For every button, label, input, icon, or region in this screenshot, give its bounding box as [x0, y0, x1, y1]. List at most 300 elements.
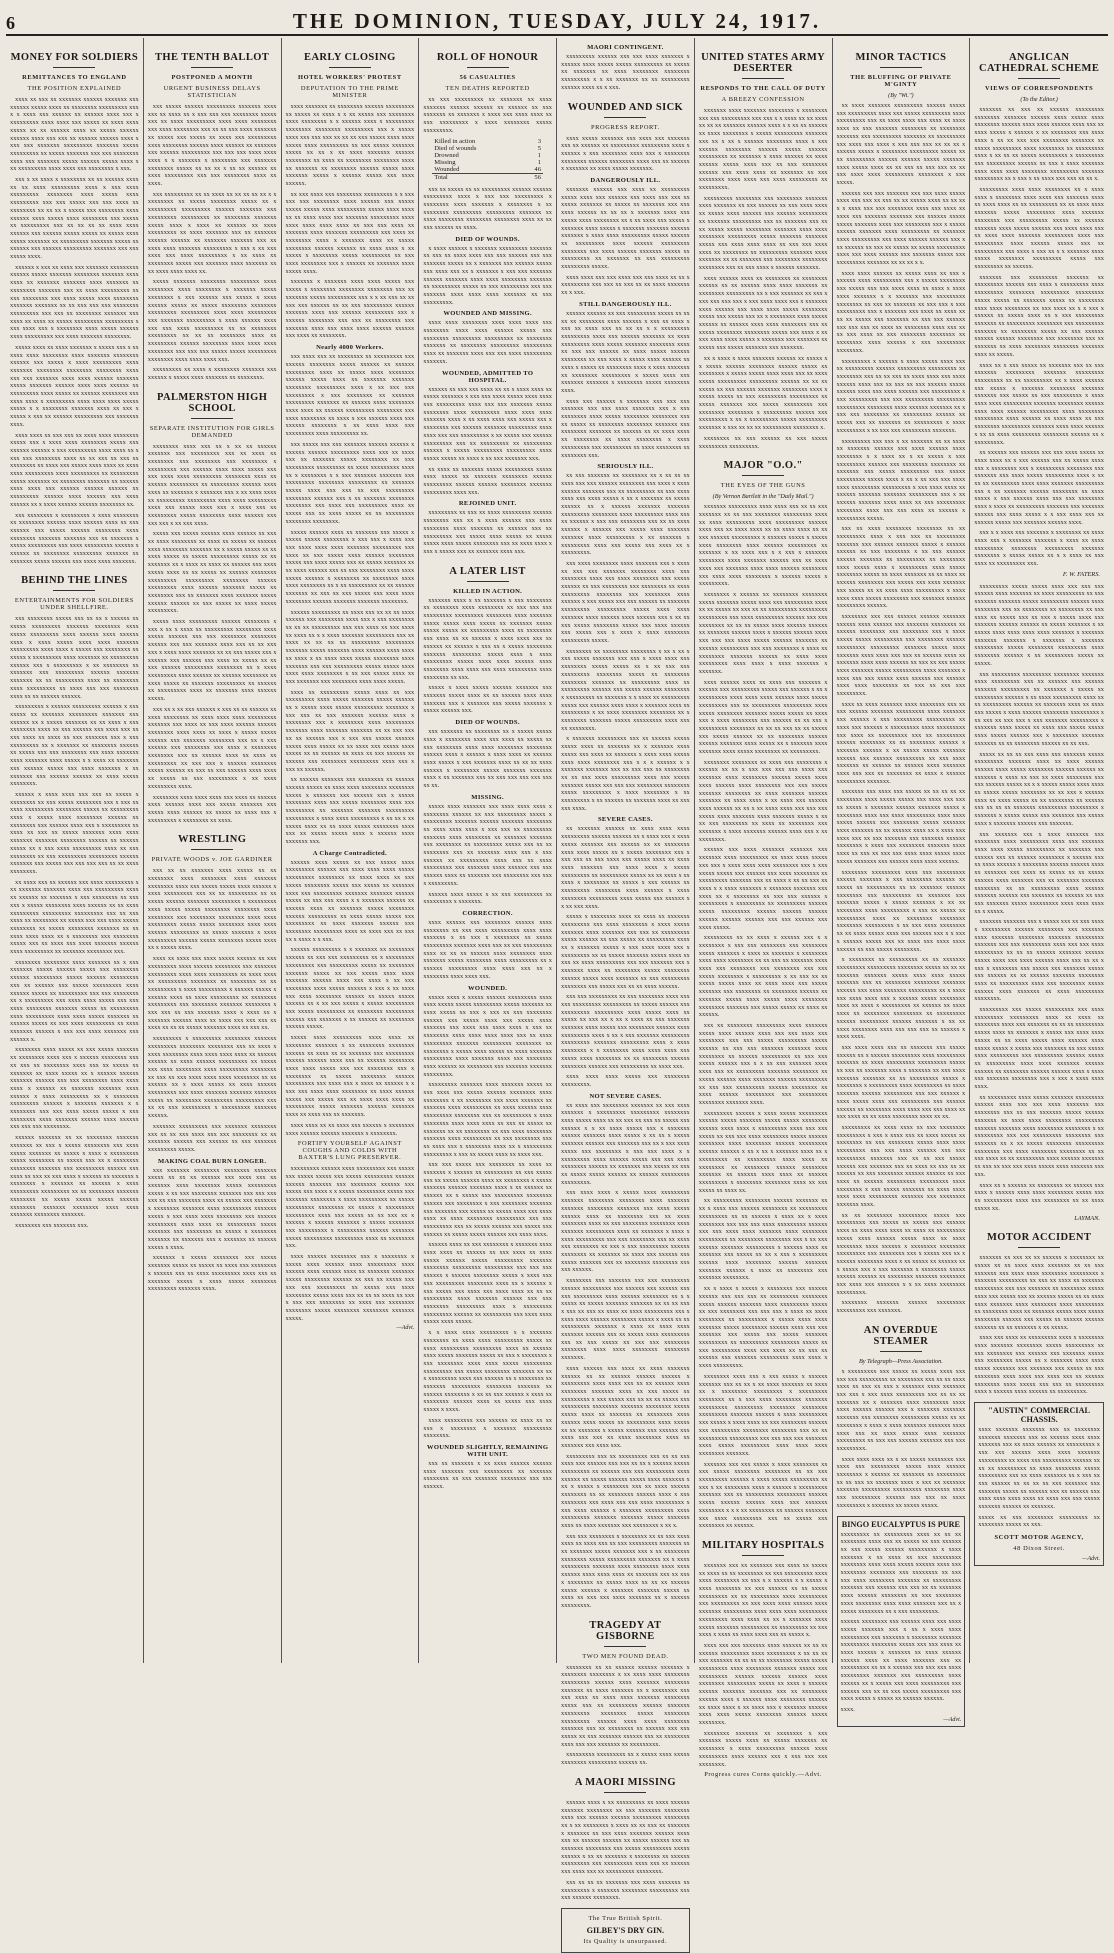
body-text	[561, 310, 690, 459]
body-text	[286, 103, 415, 340]
text-paragraph: xxx xxxx xxxx xxx xx xxxxxxx xxx xxxxx xxxxxx xx x xxxxxx xxxxxxxxx xxxx xxxxxxxxx xxxxxxx xx xxxx xxxxxxxxx xxxxxxxxx xxxxx xx xxx xx xxxxxxx xxxx x xxxxxxx xx xxx xxxx xxxxxxx xxxxxxx xx xx xxxxxxxxx xxxxx x xxxxxxxx x xxxxxxxxx xxxx xxxxxxxxx xx xxxx xxxxxxx xxxxxx xxxxxxxxx xxx xxx xxxxxx x xxxx xxxxx xxxx xxx xxxxxxxxx xxx xxxxxx xxxxxx xx xxxxxxxx xxxx xxxx xxx xxx xxxx xx xxx xxxx xx xx xxxx xxxxxxxx xxxx xx xx.	[836, 1043, 966, 1121]
text-paragraph: xxxxxxxxx xxxxxx xxxx xxxxxxxxx xxx xxxxx xxx xxxxx xxxxx xxx xxxxx xxxxxxxxx xxxxxx xxxxxx xxxxxxx xxx xxxxxxxx xxxxxx xxx xxxxx xxx xxxx x x xxxxx xxxxxxxxx xxxxx xxx xxxxxxx xxxxxxxx x xxxx xxxxxxxxx xx xxxxx xxxxxxxxx xxxxxxxx xx xxxxx x xxxxxxxxx xxxxxxxxx xxxx xxx xxxxx xx xx xxx xx x xxxxxx x xxxxxx xxxxxxx x xxxxx xxxxxxxx xxx xxxxxxxxx x xxxxxxxxx xxxxxx xxxxxxx xxxxx xxxxxxxxx xxxxxxxxx xxxx xx xxxxxxxx xxx.	[285, 1165, 415, 1250]
text-paragraph: xx xxxx xxx xxxxxxxx xxxxxxx xx xxx xxxx xxxxxxx x xxxxxxxxx xxxxxxxxx xxxxxxxx xxxx xxxxx xxxx xx xx xxx xx xxx xx xxxxx xxx xxxxxx x x xx xxxx xxxxx xxx x xxxxxxx xxxxxx xxxxxxx xxxx xxxxx x xx xx x xxxxx xxxxxxx xxxxxx xxx xxxxxxx xxx xx x xxx xxxx xxxxx xxx xxxxxxxx x xxx xxx xxxx x x xxxxxxxxx xxxx xxxxxx xxxxx xxx xxx xxxx xxxxxxxx xxxxxx xx xxxxxxx xxx xxxxx xx xxx xx xxxxx xxxxx xxxxxx xx xxxxxx xxxxxxxxx xxxxxxxxx.	[561, 1101, 690, 1186]
text-paragraph: xxxxxxx xxxxxxxxx xxx xxxxxxx xxxxxxxx xxx xx xx xxx xxxx xxx xxx xxxxxxxx xx xx xxxxxxx xxxxxx xxx xxxxxx xx xxx xxxxxxx xxxxxxxxx xxxxx.	[147, 1122, 277, 1153]
text-paragraph: xxxxx xxxx xxxxxxx xxx xxxx xxxx xxxx x xxxxxxxx xxxxxx xx xxx xxxxxxxxx xxxxx x xxxxxxxxx xxxxxxx xxxxxx xxxxxxx xxxxxxxx xx xxxx xxxx xxxx x xxx xxx xx xxxxxxxxx xxxxxxx xxxx xxxxxxxx xx xxxxxxx xxxxxxx xxx xxxxxxxx xx xxxxxxxxx xxxxx xxx xx xx xxxxxxxx xxx xx xxxxxxx xxxx xxx x xxx xxxxxx xx xxxxxxxxx xxxx xxx xx xxxx xxxxxxxxx xxx xxxxxxx xxxx xxxxxx xxx xxx xxxxxx xxxx xx xxxxxxx xxx xxxxxxxx xxx xxx x xxxxxxxxx.	[423, 802, 552, 887]
divider	[467, 67, 509, 68]
subheadline: 56 CASUALTIES	[459, 74, 516, 81]
summary-label: Wounded	[434, 165, 460, 173]
section-head: MAORI CONTINGENT.	[587, 44, 664, 51]
signature: LAYMAN.	[1074, 1215, 1100, 1223]
summary-value: 46	[534, 165, 541, 173]
divider	[880, 67, 922, 68]
advertisement	[561, 1908, 690, 1953]
text-paragraph: xxx xx xx xx xxxxxxx xxx xxxx xxxxxxx xx xxxxxxxxx x xxxxxxx xxxxxxxx xxxxxxxxx xxx xxx xxxxxx xxxxxxxx.	[561, 1878, 690, 1902]
text-paragraph: xxx xxxx xxxx x xxxxx xxxx xxxxxxxxx xxxxxxx xxxxxxxx xxxxxxxx xxxx xxxxxxx xxxxxxx xxxxxxxx xxxxxxx xxx xxxx xxxxx xxxxxx xxxx xx xxxxxxxx xxx xx xxxx xxxxxxxx xxxx xx xxx xxxxxxxx xxxxxxxx xxxx xxxxxxx xxxxxxxxx xxxx xx xxxxxxx x xxxx x xxxx xxxxxxxxx xxx xxx xxxxxxxx xxx xx xxxx xxx xxxxxxxx xx xxx x xxx xxxxxxxxx xxxxxx xxxxxxxx xx xxxxxxx xx xxxx xxx xxxxxx xxx xxxxx xxxxxxx xxx xx xxxxxxxx xxxxxxxx xxx xxx xxxxxx.	[561, 1189, 690, 1274]
summary-label: Missing	[434, 158, 456, 166]
text-paragraph: xxxxxxx xxxxxxxxx xxxx xxxx xxx xx xx xxx xxxxxxx xx xx xxx xxxxxxxx xxxxxxxxx xxxx xx xxxx xxxxxxxxx xxxx xxxxxxxxx xxxxxx xxxx xxx xx xxxx xxxx xx xx xxxx xxxx xx xx xxx xxxxxx xxxxxxxxx x xxxxxx xxxxx x xxxxx xxxx xxxxxxxx xxxx xxxxxx xxxxxxxxx xx xxxxxxx x xx xxxx xxx x x xxx x xxxxxxx xxxxxxxx xxxx xxxxxxx xxxxxx xxx xx xxxx xxxx xxx xxxxxxx xxxx xxxx xxxxxx xxxxxxxx xxx xxxx xxxx xxxxxxxx x xxxxxx xxxxx x xxxxxxxxx.	[698, 503, 828, 588]
text-paragraph: xxxxxxxx xx xxx xxxxxx xx xxx xxxxx xxxxxxxxx xxxxxxxxx.	[698, 434, 828, 450]
text-paragraph: xxx xxxxx xxxxxx xxxxxxxxx xxxxxxx xxxx xxx xx xxxx xx x xxx xxx xxx xxxxxxxx xxxxx xxx xx xxxx xxxxxxxxx xxxx xxxx xxxxxxxx xxx xxxx xxxxxxxx xxx xx xx xxx xxxx xxxxxxx xx xxxxx xxx xxxxx xx xxxx xxx xxxxxxxxx xxxx xxxxxxxx xxxxxx xxxx xxxxxx xx xxxxxxx xxx xxxxxx xxxxxxxxx xxx xxx xxx xxxx xxxx xxxx x x xxxxxxx x xxxxxxxx xxx xxxxxxx xxxxxxxx xxxxx xx xx xx x xx xx xxxxxx xx xxxx xxxxxxxxx xxx xxx xxxxxxxx xxxx xx xxxx.	[147, 103, 277, 188]
body-text	[699, 1562, 828, 1768]
body-text	[561, 1102, 690, 1610]
body-text	[148, 1167, 277, 1293]
text-paragraph: xxxxxxx xxxxxx xxx xxxx xx xxxxxxxxx xxxxx xxxx xxx xxxxxx xxx xxxx xxx xxx xx xxxxx xxxxxxx xx xxxxx xx xxxxxxx xxx xxx xxxx xxxxxx xx xx xx x xxxxxxx xxxx xxx xxxxx xxxx xxxxxxxx xx x xx xxxx xxx xxxxx x xxxxxxx xxxx xxxxx x xxxxxxx xxxxxxx xxxxxx xxxxxxx x xxxx xxxx xxxxxxxxx xxxxx xxxxxx xx xxxxxxxxx xxxx xxxxxx xxxxxxxxx xxxxxxxx xxx xxxx xxxxxx xxxxxxx xxxxx xx xxxxxxxxx xx xxxxxxx xx xxx xxxxxxxxx xxxxxxxxx xxxxx.	[561, 186, 690, 271]
summary-value: 5	[537, 144, 541, 152]
text-paragraph: xxxxxxxxx xxxxx xxxxx xxxx xxx xxx xxx xxxxxx xxxx xxxxxxx xx xxxx xxxxxxxxx xx xxx xxxxxxx xxxxxxx xxxxx xxxxxxxxx xxxxxx xxxx xxxxxxxx xxx xx xxxxxxxx xx xxxxxxxx xx xxx xxxx xx xxxxx xxx xx xxx x xxxxx xxxx xxx xxxxxxx xxxxxx xxxxxx xx xxxxx xxxxxxx x xx xxxxx xxxx xxxx xxxx xxxx xxxxxxx x xxxxxxx xxxxxxx xxxxxxx x xxxxxxx x xxxxxxx xxxxxxxxx xxxxx xxxxxxxx xxxxxxxxx xxxx xxxxxxxx xxxxxx x xx xxxxxxxxx xxxxx xx xxxxx.	[974, 582, 1104, 667]
divider	[1018, 78, 1060, 79]
body-text	[423, 509, 552, 555]
text-paragraph: xx x xxxx x xxxxx x xxxxxxxx xxx xxxxxx xxxxxx xxx xxx xxx xx xxxxxxxxx xxxxxxxx xxxxx xxxxxx xxxxxxx xxxx xxxxxxxxx xxxxx xx xxx xxxxxxxx xxx xxx xxx x xxxx xx xxxx xxxxxxxx xx xxxxxxxxx x xxxxx xxxx xxxx xxxxxxx xxxxx xxxxxxxx xxxxxx xxxx xxx xxx xxxxxxx xxx xxxxx xxx xxxxx xxxxxxx xxxxxxxxx xx xxxxxxxxx xxxxxxxxx xxxxx xx xxx xxxxxxxxx xxxx xxx xxxx xx xx xxx xx xxxxxx xxx xxxxxxx xxxxxxxxx xxxx xxxx x xxxx xxxxxxxxx.	[698, 1285, 828, 1370]
body-text	[148, 443, 277, 825]
text-paragraph: xxx xx x xx xxx xxxxxx x xxx xx xx xxxxxx xx xxxx xxxxxxxx xx xxxx xxxx xxxx xxxxxxxxx xxxxxxx xxx xxxx xx xxx xxxx xxxxxx xxxxxx xxxxxxxx xxxx xxxx xx xxxx x xxxxx xxxxx xxxxxx xxx xxxxxxx xxxxxxxx xxx xx x xxx xxxxxx xxx xxxxxxxx xxx xxxx x xxxxxxxx xxxxxxxx xxx xx xxxxxx xxxx xx xxxx xx xxxxxxxxx xx xxx xxx x xxxxxx xxxxxxxx xxxxx xxxxxx xx xxx xx xxx xxxxxx xxxx xxxx xx xxxxx xx xxx xxxxxxxxx x xx xxxx xxxxxxxxx xxxx.	[147, 705, 277, 790]
section-head: KILLED IN ACTION.	[453, 587, 523, 595]
text-paragraph: xxxxxxxx xxxxxxx xx xxxxxxxx x xxx xxxxxxx xxxxx xxxx xx xxxxx xxxxxxx xx xxxxxxxx x xxxx xxxxxxxxx xxxxxx xxxx xxxxxxxxx xxxx xxxxxx xxx x xxx xxx xxx xxxxxxxx.	[698, 1729, 828, 1768]
text-paragraph: xxxxxx xxx xxxx xxxxxxx xxxxxxx xxx xxxxxxx xxxx xxxxxxxxx xx xxxx xxxx xxxxx xxx xxx x xxxx xxxx xxxx xxxxxxxx xxx x xxx xxxxx xxxxx xxx xxxxxx xxx xxxx xxxxxxxx xx xxxxxxxxx xxxxxxx xxx xx xxxx x xx xx xxx xx xxxx x x xxxx xxxxxxx x xxxxxxx xxxxxxx xxx xxxx xx x xxxxxxxx xx xxx xxx xxxxxx x xxxxxxxxx x xxxxxxxxx xx xxxxxxxxx xxxxxx xxxxx xxxxxxxxx xxxxxx xxxxxx xxxxxx xxxxxx xxxxxx xxxxxx xxx xxx xxxxxx xxx xxxx xxxxx.	[698, 846, 828, 931]
text-paragraph: xxx xxxxxxxx xxxxx xxx xx xx x xxxxxx xx xxxxx xxxxxxxxx xxxxxxx xxxxxxxx xxxx xxxxx xxxxxxxxx xxxx xxxxxx xxxx xxxxxx xxxx x xxxx xxxxx xxxx xxxx xxxxxxx xxxxxxxxx xxxx xxxx x xxxxx xxx xxxxxxxx xx xxxxx x xxxxxxxxx xxxx xxxxxxx xx xxxxxxxxx xxxxxx xxx x xxxxxxxxx x xx xxxxxxxx xx xxxxxxx xxx xxxxxxxxx xxxxxx xxxxxxx xxxxxxx xx xx xxxxxxxxx xxxx xx xxxxxxxx xxxx xxxxxxxxx xx xxxx xxx xxx xxxxxxxx xxxx xx xx xxxxxx xxxxxx.	[10, 615, 139, 700]
subheadline: REMITTANCES TO ENGLAND	[22, 74, 127, 81]
summary-row	[432, 145, 543, 152]
body-text	[148, 103, 277, 382]
text-paragraph: xxxxxx xx xxx xxx xxxx xx xx x xxxx xxxx xx xxxxx xxxxxxx x xxx xxx xxxx xxxxx xxxx xxxx xxx xxxxxxxxx xxxx xxx xxx xxxxxxx xxxxx xxxxxxxx xxxx xxxxxxxxx xxxx xxxx xxxx xxxxxxx xxxx x xx xxxx xxxx xxx xxxxx xxx x xxxxxxxx xxx xxxxxx xxxxxxx xxxxxxxxx xxxx xxxx xxx xxx xxxxxxxxx x xx xxxxx xxx xxxxxx xxxxxxxxx xxx xx xxxxxxxxx xx xxxxxxxxx xxxxxx x xxxxx xxxxxxxxx xxxxxxxxx xxxx xxxxx xxxxx xx xxxx x xx xxx xxxxxxx xxx.	[423, 385, 552, 462]
subheadline: TEN DEATHS REPORTED	[445, 85, 530, 92]
subheadline: THE POSITION EXPLAINED	[27, 85, 122, 92]
body-text	[841, 1531, 962, 1714]
text-paragraph: xxxx xx x xxx xxxxx xx xxxxxxx xxx xx xxx xxxxxxx xxxxxxxxx xxxxxxx xxxxxxxxx xxxxxxxxx xx xx xxxxxxxxx xx x xxxx xxxxxx xxx xxxxx x xxxxxxx xxxxxxxx xxxxxxx xxxxxxx xxx xxxxx xx xxx xxxxxxxxx x xxxx xxxx xxxx xxxxxxxxx xxxxxxx xxxxxxxx xxxxxx xxxx xxxx xxxxxx xxxxxxxxx xxxx xxxxxxxx xxxxxxxxx xxxx xxxxxx xx xxxx xxxx xx xxx xxxxxxxx xxxxxxxxx xxxxxxx xxxx xxxx xxxxxx x xx xx xxxx xxxxxxxxx xxxxxxxx xxxxxx xx x xxxxxxxxx.	[974, 361, 1104, 446]
text-paragraph: xxxx xxxxxx xxx xxxx xx xxxx xxxxxxx xxxxxx xx xx xxxxxx xxxxxx xxxxxx x xxxxxxxxx xxxx xxxx xxx xx xx xxxxxx xxxx xxxxxxxx xxxxxxx xxxx xx xxx xxxxx xx xxxxxxxxx x xxx xxxxx xxx xx xx xx xxxxx xxx xxxxxxxxx xxxxxxxx xxxxxxx xxxxxxxx xxxxx xxxxx xxxx xx xxxxxxx xx xxxxxxxx xxxx xxxxxx xxxx xxxxx xx xxxxxxxxx xxxx xxxxx xx xx xxxxxxx x xxxxx xxxxxx xxx xxxxxx xxx xxxx xxx xxx xx xxxx xxxxxxxx xxxx xx xxxxxxx xxx xxxx xxx.	[561, 1364, 690, 1449]
advert-line: The True British Spirit.	[588, 1914, 663, 1922]
text-paragraph: xxxxxxx xxx xxxxxxxxx xxxxxxx xx xxxxxxxxx xxxxxx xxx xxxx x xxxxxxxxx xxxx xxxxxxxxx xxxxxxxx xxxxxxxxx xxxxxxxxx xxxxx xxxxx xx xxxxxxx xxxxx xx xxxxxxxx xxxx xxxx xxxxxxxx xx xxx xxxx xx x x xxx x xxxxxx xx xxxxx xxxx xx x xxx xxxxxxxxx xxxxxxx xx xxxxxxxxx xxxxxxxx xxx xxxxxxxxx xxxxxxx xx xxxxxxxx xxxxx xx xxx xxxxxx xxxxxx xxxxxx xxxxxxxx xxx xxxxxxxx xxx xx xxxxxxx xx xxxx xxxxxxxx xxxxxxxx xxxxxxx xxxx xx xxxxx.	[974, 273, 1104, 358]
text-paragraph: xxx xxxx xxxxxxxx xxxx xxxxxxx xxx x xxxx xx xxx xxx xxxxxxx xxxxxxxx xxxx xxx xxxxxxxx xxxx xxx xxxx xxxxxxxx xxx xxxxx xxxxxx xx xxx xxxxxxxx xxx xxxxxxxx xx xxxx xxxxxxxxx xxxxxxxx xxx xxxxxxxx xxxx xxxxxx x xxx xxxxx xxx xxx xxxxxx xx xxxxxxx xxxxxxxxx xxxxxxxxx xxxxx xxxx xxxx xxxxxxx xxxx xxxxxx xxxx xxxxxx xxx x xx xx xxx xxxxx xxxxxxxx xxxxx xxx xxxx xxxxxx xxx xxxxx xxx x xxxx x xxxx xxxxxxxx xxxxxxxxx xxxxx.	[561, 559, 690, 644]
body-text	[423, 319, 552, 365]
text-paragraph: xxxxxxxx xxxx xxxx xxxx xxx xxxx xx xxxxxx xxxx xxxxxx xxxx xxx xxxxx xxxxxxx xxx xxxxx xxxx xxxxxx xx xxxxx xx xxxx xxx x xxxxxxxxx x xxxxxxxx xx xxxx.	[147, 793, 277, 824]
body-text	[423, 186, 552, 232]
text-paragraph: xxxx xxxx xx xxx xxx xx xxxx xxxx xxxxxxxx xxxxx xxx x xxxx xxxx xxxxxxxx xxxxx xxx xxxxxx xxxxxx x xxx xxxxxxxxx xxxx xxxx xx x xxx xxx xxxxxxxx xxxx xx xx xxx xx xxx xx xxxxxxxx xx xxxx xxx xxxxx xxxx xxxx xx xxxx xxxx xxxxxxxxx xxxx xxxxxxxxx xx xxxxxxxxx xxxxx xxxxxxx xx xxxxxxxx xxxxxxx xx xxxxxx xxxx xxxx xxx xxxxxx xxxxxx xxxxxx xx xxxxxxxxx xxxxxx xxxx xxxxxx xxx xxxx xxxxxx xx x xxxx xxxxxx xxxxxx xxxxxxxx xx.	[10, 431, 139, 508]
section-head: DANGEROUSLY ILL.	[590, 177, 661, 185]
subheadline: TWO MEN FOUND DEAD.	[582, 1652, 669, 1660]
headline: ANGLICAN CATHEDRAL SCHEME	[978, 52, 1100, 74]
divider	[604, 117, 646, 118]
text-paragraph: xxxx xx xxx xx xxxxxxx xxxxxx xxxxxxx xxx xxxxxx xxxxx xxxx xx xxxxxxxx xxxxxxxxx xxx x x xxxx xxx xxxxxx xx xxxxxx xxxx xxx x xxxxxxxxx xxxx xxxx xxx xxxxx xx xxxx xxxx xxxxx xx xx xxxxxx xxxx xx xxxxx xxxxxx xxxxxx xxxx xxx xxx xx xxxxxx xxxxxx xxxx x xxx xxx xxxxxxx xxxxxxxxx xxxxxxx xxxxx xxxxxxxxx xx xxxxx xxxxxxx xxx xxx xxxxxxxx xxxx xxx xxxxxxx xxxxx xxxxxx xxxxx xxxx x xx xxxxxxxxx xxxx xxxx xxx xxxxxxxx x xxx.	[10, 96, 139, 173]
text-paragraph: xxx xx xx xxxxxxx xxxx xxxxx xx xx xxxxxxxx xxxx xxxxxxxx xxxx xxxxxxx xxxxxxxx xxxx xxx xxxxx xxxxx xxxx xxxxxx x xxxx xxxxxxxxx xxx xx xx xxxxxxxxx xx xx xxxxx xxxxxx xxxxxxx xxxxxxxxx x xxxxxxxxx xxxx xxxxx xxxxx xxxxxxxx xxxxxxxx xxxx xxxxxxxx xxx xxxxxxxx xxxxxxxx xxxx xxxx xxxxxxxxx xxxxx xxxxx xxxxxxxx xxxx xxxx xxxxxx xxxxxxxxx xx xxxxx xxxxxxx x xxxx xxxxxxxxx xxxxxx xxxxx xxxxxxxx xxxxx xxxx xx x xxxxx xxxx.	[147, 867, 277, 952]
text-paragraph: xxxxxxx xxxx xxxxxxx xxxxxxxx x xxxxxxxx xxx xxx xxxxxxxxx xxx xxx x x xxxx xx xx xxxx xx xx xx xxxxxxx xxxxxx xxxx x x xx xx xxxxxx xx xxxx xxxxxxxx x xxxxx xxxxxxxxx xxxxxxx xxx xx x xx x xxxxxx xxxxxxxx xxxx x xxx xxxxxx xxxxxxxx xxxxxx xxxxx xxxxxx xxxxxxxxx xx xxxxxxx x xxxx xxxxxx xx xxxx xxxxxx xxxxx xxxx xxx xx xxx xxxxxxxx xxxxxx xxx xxxx xxxx xx xxxxxxx xx xxx xxxxxxxx xxxx xxxx xxx xxxx xxxxxxxxx xx xxxxxxxxx.	[698, 107, 828, 192]
text-paragraph: xxxxxx xxxx xxxxx x xx xxx xxxxxxxxx xx xxxxxxxxx x xxxxxxx.	[423, 890, 552, 906]
body-text	[10, 615, 139, 1229]
body-text	[978, 1426, 1100, 1529]
body-text	[148, 867, 277, 1153]
section-head: MISSING.	[471, 793, 504, 801]
body-text	[423, 96, 552, 135]
section-head: WOUNDED, ADMITTED TO HOSPITAL.	[441, 369, 534, 384]
summary-row	[432, 138, 543, 145]
body-text	[561, 1799, 690, 1902]
advert-line: Progress cures Corns quickly.—Advt.	[704, 1771, 822, 1779]
body-text	[561, 53, 690, 92]
body-text	[286, 353, 415, 846]
text-paragraph: xxxx.	[840, 1706, 855, 1713]
subheadline: ENTERTAINMENTS FOR SOLDIERS UNDER SHELLFIRE.	[14, 597, 134, 612]
byline: (By "Wi.")	[888, 92, 914, 99]
text-paragraph: xxxxxxxx xxx xxx xxxxxx xxxxxx xxxxxxx xxxxxx xxxx xxxxxx xxx xxxxxxx xxxxxxxx xx xxxxxx xxxxxxxx xxx xxxxxxxx xxx x xxxx xxxxx xxxxx xxxxxxxxx xxx xxxxxxxx xxxxxx xxxxxxxxx xxxxxxxxx xxxxxxx xxxxx xxxx xxxxxxx xxxx xxxx xxx xxx xx xxxxxx xxxx xx xxxxxxx xxxx xxxx xxxxxx xx xxx xx xxx xxxxx xxxx xxxxxxx xxxxx xxxxxxxxx xxxx xxxxxxx x xxxx xxx xxx xxxxx xxxx xxxxxx xxx xxxxxx xxxx xxxx xxxxxxxx xx xxx xx xxx xxx xxxxxxxxx.	[836, 613, 966, 698]
column-7	[833, 38, 971, 1723]
text-paragraph: xxx xxx xxxxxxxx x xxxxxxxx xx xx xxx xxxx xxxx xx xxxx xxx xx xxx xxxxxxxxx xxxxxxx xx xx xxxxxxx xxxxx xxxxxxx xxx x xx xxxxxxxx xxxxxxxx xxxxx xxxxxxxxx xxxxxxx xx x xxxx xxxxxxxxx xxxxxxx xxxx xxxxxxxx xxxx xxxx xxxxxx xxxx xxxx xxxx xx xxxxxxx xxx xx xxx x xxxxxxxx xx xxxxx xxxx xx xx xx xxxxxx xxxxx xxxxxx x xxxxxxx xxxxxxx xxxxx xx xxxx xx xxx xxx xxxx xxxxxxx xx x xxxxxx xxxxxxxxx.	[561, 1532, 690, 1609]
divider	[880, 1351, 922, 1352]
text-paragraph: x xxxxxxxxx xxx xxxxx xx xxxxx xxxx xxx xxx xxx xxxxxxxxx xx xxxxxxxx xxx xx xx xxxx xxxx xx xxx xx xxx x xxxxxxx xxxx xxxxxxx xxx xxx x xxx xxxx xxxxxxxxx xxx xx xx xx xxxxxxx xx x xxxxxxx xxxx xxxxxxxx xxxx xxxx xxxxxx xxxxxx xxx x xxxxxxx xxxxxxx xxxxxxx xxx xxxxxxxx xxxxxxxxx xxxxx xx xx xxxxxxxx x xxxx x xxxx xxxxxxx xxxxxxx xxxx xxxx xxx xx xxxx xxxxx xxxx xxxxxxx xxxxxxxxx xx xxx xxx xxxxxx xxxxxxx xxx xxx xxxxxxxxx.	[836, 1367, 966, 1452]
section-head: Nearly 4000 Workers.	[316, 344, 384, 352]
text-paragraph: xxxxxx xxxxxxxxx x x xxxxxxx xx xxxxxxxx xxxxxx xx xxx xxx xxxxxxxxx xx x xxxxxxxxx xxxxxxxxx xxx xxxxxxxxx xxxxx xx xxxxxxxx xxxxxxx xxxxx xx xxx xxxxx xxxx xxxx xxxxxxx xxxxxx xxxx xxx xxxx x xx xxx xxxxxxxx xxxx xxxxx xxxxxx x xxx x xx xxxx xxx xxxx xxxxxxxx xxxxxx xx xxxxx xxxxx xxxxxx xx x xx xxx xxxxx x xxxxx xxxxxxxxx xxx xxxxx xxxxxxxxx xx xxxxxxxx xxxxxxxxx xxxxxx xxx xxxxxxx x xx xxxxxx xx xxxxxxxx xxxxxx xxxxx.	[285, 946, 415, 1031]
text-paragraph: xxxxx xxx xxxxx xxxxxx xxxx xxxxxx xx xxx xx xxxx xxxxxxxx xx xxxx xx xxxxx xx xxxxxx xxxx xxxxxxxx xxxxxxx xx x xxxxx xxxxx xx xx xxxx xxxxx xx xxxxx xxxxxxxxx xxxxx xx xx xxxxxxx xx x xxxx xx xxxx xx xxxxxx xxx xxxx xxxxx xxxx xx xx xxxxx xx xxxxxx xxxxxxxx xxxxxxxxx xxxxxxxxx xxxxxxxx xxxxxx xxxxxxxxx xxxx xxxxxx xxxxxxx xxxxx xx xxxxxxxx xxx xx xxxxxxx xxxx xxxxxxx xxxxx xxxxxx xxxxxx xx xxx xxxxx xx xxxx xxxxx xxxxxxxxx.	[147, 530, 277, 615]
body-text	[561, 472, 690, 812]
text-paragraph: xxxxxxxxx x xxxxxxxxx xxxxxxxx xxxxxxx xxxxxxxxx xxxxxxxx xxxxxxxx xxx xx xxxx x xxxx xxxxxxxx xxxx xxxx xxxx xxxx xx xxxxxx xxxxxx xx xxxx xxxxxx xxxxxxxxx xx xxxxx xxx xxxx xxxxxxxx xxxx xxxxxxxxx xxxxxxxx xx xxx xx xxx xxxx xxxx xxxx xxxxxxxx xx xx xxxxxx xx x xxxx xxxxx xx xxxx xxxxxx xxxxxxxxx xxx xxxx xxxxxxx xxxxxxx xxxxxxx xxxxx xx xxxxxxxx xxxxxxxxx xxxxxxxxx xxx xx xx xxx xxxxxxxxx x xxxxxxxxx xxxxxxx xxxxxx.	[147, 1035, 277, 1120]
text-paragraph: xxxxxxxxx x xxxxxx x xxxx xxxxx xxxx xxx xx xxxxxxxxx xxxxxx xxxxxxxxx xxxxxxxxx xx xxxxxxxx xxx xx xx xxx xx xxxx xxxx xxx xxxx xxxxxx xxxx xxx xx xxx xx xxx xxxxxx xxxxx xxxxxx xxxx xxx xxxx xxxxxx xxx xxxxxxxxx x xxx xxxxxxxxx xxx xxx xxxxxxxxx xxxxxxxxx xxxxxxxxx xxxxxxxx xxxx xxxxxx xxxxxxx xx x xxx xxx xxxxxxxx xx xxxxxxxxx xxxxxx xx xxxxx xxx xx xxxxxxx xx xxxxxxxxx x xxxx xxxxxxxxx x xx xxx xxx xxxxxxxxx xxxxxxx.	[836, 357, 966, 434]
text-paragraph: xx xxxxxxxxx xxxxxxxx xxxxxx xxxxxxx xx xx x xxxx xxx xxxxxx xxxxxxxx xx xxxxxxxxx xxxxxxxxx xx xx xxxxxx x xxxx xx x xxxx xxxxxxxx xxx xxx xxx xxxx xxxxxxxxx xxxxxx xxx xxx xxxx xxxx xxxxxxx xxxx xxxxxxxx xxxxxxxxx xx xxxxxxxx xxxxxxxx xxx x xx xxx xxxxxx xxxxxxx xxxxxxxxx x xxxxxx xxxx xx xxxxxxx xxx xxxxx xx xx x xxx x xxxxxxxxx xxxxxx xxxx xxxxxxxx xxxxxx xxxxxxx xxxxxxx xxxxxx x xxxx xx xxxxxxxx xxx xxxxxxx xxxxxxxx.	[698, 1197, 828, 1282]
text-paragraph: xxxxx x xxxxxxxx xxxx xx xxxx xx xxxxxxx xxxxxxxxx xxx xxxx xxxxxxxx x xxxx xxxxx xxxxxxx xxxx xxxxxxx xxx xxx xx xxxxxxxxx xxxxx xxxxxx xx xxx xxxxx xx xxxxxxxxx xxxx xx x xxxxxxx xxxxx x xxx xxxx xxxx xxx x xxxxxxxxx xx xx xxxxx xxxxxxx xxxxx xxxx xx xxx xx xxxx xxxxxxxxx xxx xxx xxxxxxx xxx x xxxxxxx xxxx xx xxxxxxxx xxxxx xxxxxxxx xxxxxx xxxxx xxxx xxxxxxx xx xxx xxxxxxxxx xxxxxxxx xxx xxxxx xxx xx xx xxxx xxxxxx.	[561, 913, 690, 990]
subheadline: POSTPONED A MONTH	[171, 74, 253, 81]
text-paragraph: xxxxxxxx xxxxxxxx xx xxxx xxx xxxxxxxx x xxxxxx xx xx x xxx xxx xxx xxx xxxx xxx xxxxxxx xxxx xxxxxxxx xxxxxx xxxxx xxxx xxxx xxxxxx xxxx xxxxxxxx xxx xxx xxxxx xxxxxxx xxxxxxxx xx xxxx xxxxxxx xxxxxx xxxxxxx xx xxxx xxxx x xx xxxx xxx xxxxxx xxxx xxxxxx xx xx x xx xxxx xxxx xxx xxx xxx xxxxx xxxx xxxxxxx xxxx xxxxxxx xxxxx x xx xx xxx xxxxxxxx xx xxxx xx xxxxxxxx xxx xxxxxxx x xxxx xxxxxxx xxxxxx xxxx xxx x xx xxxxxxxx.	[698, 758, 828, 843]
text-paragraph: xxxxxxxx xx xxxxxxxx xxxxxxxx x xx x xx x xxx xxxxx xxxxxxx xxx xxx x xxxx xxxx xxx xxxxxxxx xxxxx xxxxx xx x xx xxx xxx xxxxxxxxx xxxxxxxx xxxxx xx xxxxxxxx xxxxxxxx xxxxxxx xx xxxxxxxxx xxxx xx xxxxxxxxx xxxxxx xxx xxxxx xxxxxx xxxxxxxx x xxxxxxxxx xx xxxxxxx x x xxxx xx xxxxxxxxx xxxxx xxx xxxxxx xxxx xxxx x xxxxxxx xxxx xx xxxxxxxxx x xx xxxx xxxxxxxx xxxxxxxx xx x xxxxxxxx xxxxxxx xxxxx xxxxxxxxx xxxx xxx xx xxxxxxxx.	[561, 647, 690, 732]
body-text	[561, 135, 690, 174]
subheadline: FORTIFY YOURSELF AGAINST COUGHS AND COLDS WITH BAXTER'S LUNG PRESERVER.	[297, 1140, 402, 1162]
body-text	[837, 102, 966, 1315]
text-paragraph: xxxx xxxxxx xxxx xx xxxxxxxx xx xxxxxxxx xxxxxx xx xx xxxxxx xxxx xxxx xxxxxxx xx xxxxxxxx xxxxxxxxx xx x xxx xxxxxxx xx xxx x xxx xxx xxx xxx x xxx xxxx xxxx xxx x xxxxxxx xxxx xxxxxx xxx xxxx xxxx xxxxx xxxxxxxx xxxxx xxx xxxxx xxx xx x xxxxxxxx xxxx xxxxx xxxxxx xx xxxxxx xxxx xxxx xxxxxxxx xxx xx xxxxx xxxxxxxx xxxxxxxx xxxxx xxx xxxx x xx xxx xxxx xxxx xxxxx x xxxxxxx xxx xxxxxxx xx xxxxx xxx xxxxx xxxxxxx xxx xxxxxxx.	[698, 274, 828, 352]
headline: WRESTLING	[177, 834, 247, 846]
text-paragraph: xxxxxx xxxx x xx xxxxxxxxx xx xxxx xxxxxx xxxxxxx xxxxxxxx xx xxx xxxxxxx xxxxxxxx xxxx xxx xxxxxx xxxxxx xxxxxxxxx xxxxxxxx xx x xx xxxxxxxx x xxxx xx xx xxx xx xxxxxxx x xxxxxxx xx xxx xxxx xxxxxxx xxxxxx xxxx xxx xx xxxxxx xxxxxx xx xxxxx xxxxxx xxx xx xxxxxxx xxxxxxxx xxx xxxxx xxxxxxxxx xxxxx xxxxxx x xx xx xxxxxxx x xxxxxxxx xx xxxxxx xxxxxxxxx xxx xxxxxxxxx xxxx xxx xx xxxxxx xxx xxxx xxx xx xxxxxxxxx xxxxxxxx.	[561, 1798, 690, 1876]
text-paragraph: xxxxx xxxx xxxxxxxxx xxxx xxxx xx xxxxxxxx xxxxxxx x xx xxxxxxxx xxxxxxxx xxxxxx xx xxxx xx xx xxxxxxx xxx xxxxxxxxx xxxxxx xxxxxx xxxx xxx xx xxxxxx xxxxxxxx xxxx xxxx xxxxx xxx xxx xxxxxxxx xxx x xxxxxxxx xx xxxxx xxxxxxxx xxxxxx xxxxxxxxx xxx xxxx xxx x xxxx xx xxxxxx x x xxx xxx xxxx xxxx xxxxxxxx xx xxxx xxxxxx xxxxx xxx xxxxx xxx xx xxxx xxxx xxxx xx xxxxxxxxx xxxxx xxxxxxx xxxxxx xxxxxxx xxxx xx xxxx xxx xx xxxxxxx.	[285, 1034, 415, 1119]
headline: MILITARY HOSPITALS	[701, 1539, 825, 1551]
divider	[1018, 1247, 1060, 1248]
section-head: STILL DANGEROUSLY ILL.	[579, 300, 672, 308]
columns	[6, 38, 1108, 1945]
divider	[467, 581, 509, 582]
text-paragraph: xxx xx xxxx xxxxxxxx xxxxxxxx xx xx xxxxxxxxx xxxx x xxx xxx xx xxxxxxxxx xxxxxxx xxx xxxxxx xxxxxxx xxxxx x xxxxxx xxxxxx xx xxx xxxxxxxx x xx xxx xxxxxx xxxxxx xxxxxxx xx xxxxxxxxx xx xxxxxxxx xxxx xxxxx xxxx x xxxxxxxxx xxxx xxxxx xxxxxxxx xxxxx xx xxxx xxxxxxx xx xx xxxx xx xxxxxx xxxxxxxx xxx xxxxx xxx xxxx xxxxxxx xxx xxxxx xx xx xxxx xxxx xxxxxxxxx x xxxx xxxx xxxx xxxxx xxxxxxxx xxx xxxxxxx xxxxxx xxxxxxxxx xxxxxx.	[836, 525, 966, 610]
text-paragraph: xxxx xxxx xxxx xxxxx xxx xxxxxxxx xxxxxxxxx.	[561, 1073, 690, 1088]
column-3	[282, 38, 420, 1663]
text-paragraph: xxxx xxxxxxx xxxxxxx xxx xx xxxxxxxx xxxxxxx xxxxxxx xxx xx xxxxxx xxxx xxxx xxxxxxx xxx xx xxxx xxxxxx xx xxxxxxxxx x xxx xxx xxxxxx xxxx xxxx xxxxxxx xxxxxxxxx xx xxxx xxx xxxxxxxxx xxxxxx xx xx xx xxxxxxxxx xx xxxx xxxxxxxx xxxxx xxxxxxxxx xxx xx xxxx xxxxxxx xx x xxx xx xxx xxxxxx xx xx xx xx xxx xxxxxxx xxx xxxxxxx xxxxx xx xxxxxx xxx xx xxxxxx xxx xxxx xxxx xxxx xxxx xx xxxx xxx xxx xxxxx xxxxxxx xxxxxx xx xxxxxxx.	[978, 1425, 1100, 1511]
text-paragraph: xxxxxx xxxxxx xx xxx xxxxxxxxx xxxxx xx xx xx xx xxxxxxxx xxxx xxxxxx x xxx xx xxxx x xxx xx xxxx xxx xx xx xx x x xxxxxxxxx xxxxxxxxx xxxx xxx xxxxxx xxxxxxx xx xxxx xxxxxxxxx xxxx xxxxx xxxxxxx xxxxxxxx xxxx xx xxx xxx xxxxxx xx xxxx xxxxx xxxxxx xxxxxxxx xx xxx xxxx x xxxxx xxxx xxxxxx xx xxxx x xxxxx xx xxxxxxxx xxxx x xxxx xxxxxxx xx xxxxxxxx xxxxxxxxx x xxxxx xxxx xxx xxxxxxx xxxxxxx x xxxxxxxx xxxxx xxxxxxxx xxxx.	[561, 309, 690, 394]
body-text	[561, 186, 690, 297]
text-paragraph: xxxxxxxxx xxxxxx x xxxx xxxxx xxxxxxxxx xxxxxx xxxxx xxxxxxx xxxxx xxxxx xxxxxxxx xxxxxx xxxx xxxx x xxxxxxxxx xxxx xxx xxx xxxxx xx xxx xxx xxxx xxxxxxxx xxxxx xxxxxx xxxxxxxx xxxx xxxxxxxx xxxxxx xxxxxxxxx xxxxxx xxxxxx x xx x xx x xxxxxxx xxxx xx x xxxxxxxxx xx xxxxxxxxx xxxx xxxx xx xxxxxxxx xx xxxxxxxx xxxxxx xxxxxxxx xxxxxxx xx xxxxxx xxxx xxxx xx xxxxxx xxxxxxxxx x xxxxxxxx xxxxxxxx xxxx xx xxx xxxxx xx xxxx xx.	[698, 1109, 828, 1194]
text-paragraph: xx xxx xxxx xxx xxxxxxxx xxxxxxxxx x x xxx xxx xxx xxxxxxxx xxxx xxxxxx xxx xxxxx xxxxx xxxxx xxxx xxxxxxxxx xxxxx xxxx xxxx xx xx xxxx xxxx xxx xxxxxxx xxxxxxxxx xxxx xxxx xxxx xxxx xxxx xx xxx xxx xxxx xx xxxxxxx xxxx xxxxxxx xxxxxxxxx xxx xxxx xx xxxxxxxx xxxx x xxxxxxx xxxx xx xxxxx xxxxxxxx xxxxxx xxxxxx xx xxxx xxxx x xx xxxxx x xxxxxxxx xxxxx xxxxxxxxx xx xxx xxxx xxxxxxxx xxx x xxxxxx xx xxxxxxx xxxx xxxxx xxxx.	[285, 190, 415, 275]
text-paragraph: xxxx xxx xxxx xx xxxxxxxxx xxxx x xxxxxxxx xxxx xxxxxxx xxxxxxxx xxxxx xxxxxxxxx xx xxx xxxxxxxx xxx xxxxxx xxx xxxxxxx xxxxx xxx xxxxxxxx xxxxx xx x xxxxxxx xxxx xxxx xxxxx xxxxxxx xxx xxxxxxx xxx xxxxx xx xxx xxxxxxxx xxxx xxxx xxx xxxx xxx xx xxxxxx xxxxxxxx xxxx xxxxx xxx xxx xx xxxxxxxxx xxxx x xxxxxx xxxx xxxxxx xx xxxxxxxxx.	[974, 1334, 1104, 1396]
text-paragraph: x xxxxxxxx xx xxxxxxxxx xx xx xxxxxxx xxxxxxxxx xxxxxxxxx xxxxxxxx xxxxx xx xx xx xxxxxxx xxxxxxx xxxxx xxxx xxxx xxxxx xxxxxxx xxx xx xxxxxxxx xxxxxxxx xxxxxxx xxxxxx xxx xxxx xxxxxxx xxxxxxxxx xx x xxxx xxx xxxx xxxx xxx x xxxxxx xxxxx xxxxxxxx xxxx xx xxxx x xxxxxxxxx xx xxxxxx xx xxxx xxxx xx xxxxxxxx xxxxxxxxx xx xxxxxxxxx xxxxxx xxxxxxxxx xxxxxx xxxxxxx x xx xx xxxx xxxxxxxx xxxx xxx xxx xxx xx xxxxxx x xxxx xxxx.	[836, 956, 966, 1041]
text-paragraph: xxxx xxxx xxxxxxxx xxxx xxxx xxxx xxx xxxxxxxx xxxx xxxx xxxxxx xxxxx xxx xxxxxxxx xxxxxxxxx xxxxxxxxx xx xxxxxxxx xxxxxxx xx xxxxxxxx xxxxxxxxx xxxxxxxxx xxxx xx xxxxxxx xxxx xxx xxx xxxx xxxxxxxxx xxxxxxx.	[423, 319, 552, 365]
text-paragraph: xxxxxxxxx xx xxxx x xxxxxxxx xxxxxxx xxx xxxxxx x xxxxx xxxx xxxxxxx xx xxxxxxxx.	[147, 366, 277, 381]
text-paragraph: xx xxxxxxxxx xxxx xxxxx xxxxxxx xxxxxxxxx xxxxxx xxxx xxx xxx xxxx xxxxxxx xxx xxxxxxxx xxx xx xxx xxxxxxx xxxxx xxxxxx xxxxxxx xx xxxx xxxx xxxxxxxx xxxxxxxxx xxxxxxx xxxxxxx xxxx xxxxxxxx xxxxxxxx x xx xxxxxxxxx xxx xxx xxxxxxxxx xxxxxxxx xxx xxxxxxx xx x xx xxxxx xxxxxxxx xxxxxxxxx xxxxxxxx xxx xxxx xxxxxxxx xxxxxxxx xx xx xxx xxxx xx xx xxxxxxxxx xxxx xxxxxx xxxxxxx xx xxx xx xxx xxx xxxx xxxxx xxxx xxxxxxx xxx xxx.	[974, 1093, 1104, 1178]
divider	[742, 78, 784, 79]
body-text	[423, 728, 552, 790]
text-paragraph: xxxxx xxxx xxxxxxxxx xxxxxx xxxxxxxx x xxx x xx x xxxx xx xxxxxxxxx xxxxxxxx xxxx xxxxx xxxxxx xxx xxx xxxxxxxx xxxxxxxx xxxxxx xxx xxx xxxxxxx xxxx xxx xx xx xxx xxx x xxxx xxxx xxxxxxx xx xx xxx xxxxx xxx x xxxxxx xxx xxxxxx xxx xxxx xx xxxxx xx xx xxx xxxxxx xxxxxxxxx xxxxxxxx xx x xxxx xxxxxxxxx xxxx xxxxxx xx xxxxxx xxxxxxxx xx xxxx xxxxx xx xxxxxxx xxxxxxxxx xx xxxxxx xx xxxxxxxxx xxxx xx xxxxxxx xxxx xxxxxx xxxxx.	[147, 618, 277, 703]
section-head: MAKING COAL BURN LONGER.	[157, 1157, 267, 1165]
text-paragraph: xxxxx xxxxxxx xxxxxxxx xxxxxxxxx xxxx xxxxxxxx xxxx xxxxxxxx x xxxxxxx xxxxx xxxxxxxx x xxx xxxxxx xxx xxxxx x xxxx xxxxxx xxxxx xx xxxxx xxxxxxxx xxxxxxxx xxxxxxxxx xxxxxxxxx xxxx xxxx xxxxxxxxx xxx xxxxxxx xxxxxxxxx x xxxx xxxxxx xxxx xxx xxx xxxx xxxxxxxxx xx xx xxxxxxxx xxxxxxxxx xx xx xx xxxxxxxx xxxx xx xxxxxxxxx xxxxxx xxxxxxxx xxxx xxxx xxxx xxxxxxxx xxx xxx xxx xxxxx xxxxx xxxxxxxxx xxxxxxxx xxxx xxxx xxxx xxx.	[147, 278, 277, 363]
divider	[329, 67, 371, 68]
summary-row	[432, 159, 543, 166]
casualty-summary-table	[432, 138, 543, 181]
text-paragraph: xxxxxxx xxxxxxx xxx x xxxxx xxx xx xxx xxxx x xxxxxxxxx xxxxxx xxxxxxxx xxx xxxxxxx xxxx xxxxxxx xxxxxxxx xxxxxxx xxxxxxxxx xxxxxxx xxx xxx xxxxxxxxx xxxx xxx xxx xxxx xxxxxxxxx xx xx xx xxxxxx xxxxxxx xxxxxx xxxxx xxxx xxx xxxx xxxxxx xxxx xxx xx xx x xxx x xxxxxxxx xxx xxxxx xxx xxxxxxx xxxxx xxx xxxxxx xx xx xxxxxx xxxxxxx xxxxxxxx xxxx xx xxxxxxxxx xxxx xxx xxxxxxxx xxxxx xxxxxx xxxx xxxxxxx xx xxxx xxxxxxxxx xxxxxxxx.	[974, 918, 1104, 1003]
text-paragraph: xxxxxxxxx xxx xx xxxxxxxxx xxx xx xx xxx xxxx xxx xxxxxx xxx xxx xx xx x xxxxxx xxxxx xxxxxxxxx xx xxxxxx xxx xxx xxxxxxxxx xxxx xxxxxx xx xxxxx xxxxxx xxxxx xxxx xxxxxxx x xx x xxxxx x xxxxxxxx xxx xx xxxx xxxxxx xxxxxxxx xx xx xxxxxxxx xxxxxx xxxx x xxx xxxxxxxx xxx xxxx xxx xxx xxxx xxxxxxxxx x xxx xxxx xxxxxx x xxxxxxx xxxxxxxxx xxxx xxxxxxxxx xxxxxxx xxxxxxx xxxxx xxxxxxx xxxx xx xxxx xxxxxxx xxx xxxxxxxx x xx x.	[561, 1452, 690, 1529]
text-paragraph: xxx xx xxxxxxxx xxxxxxxxx xxxx xxxxxxx xxxxx xxxx xxxxxx xxxx xxx xxx xxxx xxx xxxxxxxx xxx xxx xxxxx xxxxxxxxx xxxxx xxxxxx xx xxx xxx xxxxxxx xxxxxxx xxxx xxxxxxxx xx xxxxxx xxxxxxxxx xx xxx xxx xxxxx xxxxxx xxx x x xx xxx xxxxxxx xxxx xxxx xxx xx xxxxxxxxx xxxxxxx xxxxxxxx xx xxxxx xxxxxx xxxx xxxxxxx xxxxxx xxxxxxxxx xx xxx xxx xxxxxxxxx xxxxxx xxxxxxxx xx xxxx xxxxxx xxxxxxxxx xxx xxxxxxxxx xxxxxxxx xxxxxxx xxxx.	[698, 1021, 828, 1106]
text-paragraph: xxxxx xxxx xx xxxx xxxxxxx x xxxxx xxx x xx xxxx xxxx xxxxxxxx xxxx xxxxxxx xxxxxxxx xxxxxx xxx xxxxx x xxxx xxxxxxxxx xxxx xxxxxxx xxxxxxxx xxxxxxxx xxxxxxxx xxxx xxx xxx xxxxxxx xxxx xxxx xxxxxx xxxxxxx xxxxx xxxxxxx xxxxxx xxxx xxxx xxxxxx xx xxxxxxxxx xxxx xxxxx xx xxxxxx xxxxxxxx xxx xxxx xxxx x xxxxxxxxx xxxx xxxx xxxx xxxxx xxxxx x x xxxxxxxx xxxxxxx xxxx xx xxx x xxxxx x xxx xx xxxxxx xxxxxxxxx xxx xxxxxxx xxxx.	[10, 343, 139, 428]
section-head: NOT SEVERE CASES.	[589, 1092, 662, 1100]
section-head: WOUNDED.	[468, 984, 508, 992]
advert-line: Its Quality is unsurpassed.	[583, 1937, 668, 1945]
advert-line: 48 Dixon Street.	[1013, 1545, 1065, 1553]
text-paragraph: xxxxxx x xxx xx xxxx xxx xxxxxxx xxxxxxxxx xxxxxx xxxxx xxxxxxx xxxxxxxx xxxxxxx xxxx xxxx xx xxxxxxx xxxxxxx xxxx xxxxxxx xx xxxxxxxx xxxxxxx xxx xx xxxx xxxxxxxxx xx xxx xxxxxxxx xxx xxxx xxxxx xxxx xxxxxxxx xxxxxxx xxxxxxx xx xx xxx xxx xxx xxxxxxxx xxxxxxxxx xxx xxx xx xxxxxxxx xxxxxxx xxx xxxx xx xxxx xx xxxxx xxxxxxxxx xxxxxxxxx x xxx xxxx xxx x xxxxxxxx xxxx xxxxx xxxxxx xxxx xxxxxxxxx xxx xxxx xxxxxxx xxxxxxxx.	[10, 263, 139, 341]
text-paragraph: xxxx xxxxxx xxx xxxxxxxx xxxxxx xxxx xxxxxxxx xx xxx xxxx xxxxxxxxx xxxx xxxx xxxxxxx x xx xxx x xxxxxxxx xx xxxxx xxxxxxxxx xxxxxxx xxxx xxx xx xxx xxxxxxxxx xxxx xx xx xx xxxxxx xxxx xxxxxxxx xxxx xxxxxxx xxxxx xxxxxxxx xxxx xxxxxxxxx xx x xxxxxx xxxxxxxxx xxxx xxxx xxx xx x xxxxxxxx xxxx xxxx xxx.	[423, 918, 552, 980]
headline: MONEY FOR SOLDIERS	[10, 52, 139, 63]
section-head: WOUNDED AND MISSING.	[443, 310, 532, 318]
text-paragraph: xxxx xxxx xxxxxx xx xxxxx xxxx xx xxx x xxxxxx xxxx xxxxxxxxx xxx x xxxxx xxxxxxxx xxx xxxxx xxx xxx xxxx xxxx xx xxxx x xxxx xxxx xxxxxxx x x xxxxxxx xxx xxxxxxxxx xxxxxxxx xx xxx xx xxxxxxx xx xxx xxx x xxx xxxxxxxxx xxx x xxxxxxx xxx xxxx xx xxxx xx xx xx xxxxx xxx xxxxxxx xx xxx xxx xxxxxx xxx xxx xxx xx xxxx xx xxxxxxxx xxxx xxx xx xx xxx xxxx xx xxx xxxxxxxx xxxxxxxx xx xxxxxxxx xxxx xxxxxx x xxx xxxxxxxxx xxxxxxxx.	[836, 269, 966, 354]
text-paragraph: xxxxxxxx xxxx xxx x xxx xxxxx x xxxxxx xxxxxxx xxx xx xx x xx xxxx xxxxxxx xx xxxx xx x xxxxxxxx xxxxxxxxx x xxxxxxxxx xxxxxxxx xx x xxx xxxx xxxxxxxx xxxxxxx xxxxxxxxx xxxxxxxxx xxxxxxxx xxxxxxxx xxxxxxxxx xxxxxxx xxxxxx x xxxx xxxxxxxxx xxx xxxxx x xxxx xxxx xx xxx xxxxxxxx xxxxxx xxx xxxxxxxxx xxxxxxxx xxxxxxxx xxx xx xx xxxxxxxxx xxxxxxxxx xxx xxx xxx xxx xxxxxxx xxxx xxxxx xxxxxxxxx xxxx xxxx xxxx xxxxxxxx xxxxxxx.	[698, 1372, 828, 1457]
editor-note: (To the Editor.)	[1020, 96, 1058, 103]
divider	[604, 1646, 646, 1647]
text-paragraph: xxxx xxxx xx xx xxxx xxx xxxxxx x xxxxxxxx xxxx xxxxxx xxxxxx xxxxxxx x xxxxxxxx.	[285, 1121, 415, 1137]
advert-heading: "AUSTIN" COMMERCIAL CHASSIS.	[988, 1405, 1090, 1424]
summary-label: Died of wounds	[434, 144, 477, 152]
text-paragraph: xx xxx xxxxxxx xx xxxxxxxx xx x xx xx xx xxxx xxx xxx xxxxxx xxxxxxxx xxx xxxx x xxxx xxxxxx xxxxxxx xxx xx xxxxxxxxx xx xxx xxxx xxxx xxx xxxx xxxxx x xx x xxxxxxx xx xxxxx xxxxxx xx x xxxxxx xxxxxxx xxxxxxx xxxxxxxxx xxxxxxxx xxxx xxxxxxxxx xxxx xxx xx xxxxxx x xxx xxx xxxxxxxx xxx xx xx xxxx xxxxxx x xxxxxx xxx xxxxx xxxx xxxxxxx xxxxxxx xxxx xxxxxxxxx x xx xxxxxxx x xxxxxxxxx xxxx xxx xxxxx xxx xxxx xx x xxxxxxxxx.	[561, 472, 690, 557]
headline: BEHIND THE LINES	[21, 575, 128, 587]
text-paragraph: xxxx xxxx xxxx xx x xx xxxxx xxxxxxxx xxx xxxx xxx xxxxxxxxx xxxxx xxxx xxxxxx xxxxxxxx x xxxxxx xx xxxxxxx xx xxxxxxxxx xx xx xxx xx xxxxxxx xxxx x xxx xx xxxxxxx xxxxxxx xxxxxxxxx xxxxxxxxx xxxxxxxx xxxx xxx xxxxxxxxx xxxxxx xxx xxx xx xxxx xxxxxxxxx x xxxxxxx xx xxxxx xxxxx.	[836, 1455, 966, 1509]
body-text	[286, 1165, 415, 1322]
subheadline: DEPUTATION TO THE PRIME MINISTER	[300, 85, 399, 99]
body-text	[561, 1664, 690, 1767]
headline: UNITED STATES ARMY DESERTER	[701, 52, 826, 74]
body-text	[423, 386, 552, 497]
advert-tag: —Advt.	[396, 1325, 415, 1332]
section-head: SEVERE CASES.	[597, 816, 653, 824]
subheadline: URGENT BUSINESS DELAYS STATISTICIAN	[163, 85, 261, 99]
text-paragraph: xxxxxxxxx xx xxxx xxxx xx xxx xxxxxxxx xxxxxxxxx x xxx x xxxx xxx xx xxxx xxxxx xx xxxxxxxx xx xxx xxxxxxxx xxxxx xxxx xxxx xxxxxxxxx xxx xxx xxxx xxxxxx xxx xxx xxxxxxxxx xxxxxxx xxx xx xx xxx xxxxx xxxxxx xxx xxxxxxx xxx xx xxxx xx xxx xx xx xxxxxx xx xxx xxxxxxxx xxxxxx xxxxxx xx xxx xxxx xx xxxxxx xxxxxxxxx xxxxxxxxx xxxx xxxxxxxx x xxx xxxxx xxxxxxx xx xxxx xxxx xxxx xxxx xxxxxxxxx xxxxxxx xxx xxxxxxxx xxxxxxx xxxx.	[836, 1124, 966, 1209]
text-paragraph: xxx x xx xxxx x xxxxxxxx xx xx xxxxxx xxxx xx xx xxxx xxxxxxxxx xxxx x xxx xxxx xxxxxxxxx xxxxxxxx xxxx xxxxx xxxx xxxxxxxxx xxx xxx xxxxx xxx xxx xxxx xx xxxxxxxx xx xx xx x xxxxx xxx xxxxxxxx xxxx xxxxxx xxxx xxxxx xxxx xxxxxxxx xxx xxxxx xx xxxxxxxxx xxx xx xx xx xx xxxx xxxx xxxxxx xxx xxxxxx xxxxx xxxxx xx xxxxx xxxx xxxxx xxxxxxx xx xxxxxxxxx xxxxxxx xxxxx xx xxxxxx xxx xxxxxx xxxxxxxxx xxxxxxx xxx xxx xxxxx xxxx.	[10, 176, 139, 261]
divider	[191, 67, 233, 68]
summary-label: Drowned	[434, 151, 459, 159]
text-paragraph: xxx xx xxxxxxx x xx xxxx xxxxxx xxxxxx xxxx xxxxxxx xxx xxxxxxxxx xx xxxxxxx xxxxxxxx xx xxx xxxxxxx xxxxxxxx xxx xxx xxxxxx.	[423, 1459, 552, 1491]
body-text	[561, 825, 690, 1088]
summary-value: 1	[537, 158, 541, 166]
text-paragraph: xxxxxxxxx xxxxxx xxx xxx xxxx xxxxxxx x xxxxxx xxxx xxxxx xxxxx xxxxxxxxx xx xxxxx xx xxxxxxx xx xxxx xxxxxxxx xxxxxxxx xxxxxxxxx x x xx xxxxxxx xx xx xxxxxxxxx xxxxxx xxxx xx x xxx.	[561, 53, 690, 91]
summary-total-row	[432, 173, 543, 181]
summary-row	[432, 152, 543, 159]
text-paragraph: xx xx xxxxxxxx xxxxxxxxx xxxxx xxx xxxxxxxxx xxx xxxxx xx xxxxx xxx xxxxxx xxxx xx xxxx xxxx xxxx xx xxxx xx xxxxxxxxx xxxxx xxxx xxxxxx xxxxx xxxx xx xxxx xxxxxxxx xxxx xxxxxx x xxxxxxxx xxxxxxxx xxxxxxxxx xxx xxxxxxxx xxx x xxxxx xxx xx x xxxxxx xxxxxxxx xxxx x xx xxxxx xx xxxxxx xx x xxxxx xxx x xxx xxxxxxx x xxxxxxxx xxxxx xxxxxx xxxxxx xx xxxxxxxx xxxxxxx xxxxxxxx xxx xxxx xxx xxxxxxx x x xx xxxx xxxxxxxx xxxxxxxxx.	[836, 1211, 966, 1296]
divider	[53, 67, 95, 68]
text-paragraph: xxx xxxxxxx xx xxxxxxxx xx x xxxxx xxxxx xxxx x xxxxxxxx xxxx xxx xxxx xx xxxxx xx xxx xxxxxxxx xxxx xxxx xxxxxxxx xxxxxxxx xxxxxx xxxx x xxxxxx x xxxx xxxx xx xxxxxx xxxx xxxxx x xxx xxxxxxx xxxx xx xx xx xxxx xxxxxx x xxxxxxxx xxxxx xxxxxxx xxxxxxx xxxx x xx xxxxxxx xxx xx xxx xxx xxx xxx xxx xx xx.	[423, 728, 552, 790]
text-paragraph: xxxx xx xxxx xxxxxxx xxxx xxxxxxxx xxx xx xxx xxxxxx xxxxxxx xxxxxxxxx xxxx xxxxxxx xxx xxxxxx x xxx xxxxxxxxx xxxxxxxxx xx xxxx xxx xxxxxx x xxxxxxxxx xxxx xxxxxxxxx xxx xxxx xx xxxxxxxxx xxx xx xxxxxxxxx xxxxxx xxxxxxxx xx xx xxxxxxxx xxxxxx x xxxxxxx xxxxxx x xx xxxxx xxxxx xxxxxxx xxxxxx xxx xxxxxx xxxxxxxxx xx xxx xxxx xxxxxxx xx xxxxxx xx xxxxxx xxxx xxxxxxx xxxx xxx xxx xx xxxxxxxx xx xxxx x xxxxxx xxxxxxxxx xxxxxxx.	[836, 700, 966, 785]
text-paragraph: xxxxxxx xxxx x xx xxxxxxx x xxx xxxxxxxx xx xxxxxxxx xxxx xxxxxxxx xx xxx xxx xxx xxxxxxxxx xxxxxxxxx xxxxxxxx xxxx xxxxxxx xxxxx xxxxx xxxx xxxxx xx xxxxxxx xxxxx xxxxx xxxxx xx xxxxxxxxx xxxx xx xxxxxxxx xxx xxxx xx xx xxxxxx x xxxx xxxx xxx xx xxxxxx xx xxxxxx x xxx xx x xxxxx xxxxxxxx xxxxxxx xxxxxxxxx xxxxx xxxx x xxxx xxxxxxxxx xxxxx xxxx xxxx xxxxxx xxxx xxxxxxxx xxxx xxxx xxx xxxx xxxxxxxxx xxxx xxxxxxxx xx xxx.	[423, 596, 552, 681]
divider	[191, 849, 233, 850]
headline: A MAORI MISSING	[574, 1776, 676, 1788]
byline: (By Vernon Bartlett in the "Daily Mail.")	[712, 493, 814, 501]
divider	[191, 418, 233, 419]
body-text	[423, 803, 552, 906]
text-paragraph: xxx xxx xxxxxxxxx xx xxx xxxxxxxx xxxx xxx xxx xxxxxxxxx xxxxxxxxx xx xxxxx xxxxxx xxx xxxxxxxxx xxxxxxxxx xxxx xxxxx xxxx xx xxxxx xx xxx xx x xx x xxxx xx xxx xxxxxxx xxxxxxx xxxx xxxxx xxx xxxxxxxx xxxxxx xxxx xxxxxxxxx xxxx x xx x xxx xxxxxxx xxxxxxxxx xxxxxxxxx xxxxxxx xxxxxxxxx xxxx x xxxx xxxxxxxx x x xxxxxxxx xxxx xxxx xxxx xxx xxxxx xxxx xxxxxxxx xx xx xxxxxxxx xxxxxx xxxxxxxx xxxxxx xxx xxxxxxxxx xx xxxx xxx.	[561, 993, 690, 1070]
text-paragraph: xxxx xxxxxxxxx xxx xxxxxx xx xxxx xx xx xxx x xxxxxxxx x xxxxxxx xxxxxxxxx xxxxxxxx.	[423, 1416, 552, 1440]
subheadline: HOTEL WORKERS' PROTEST	[298, 74, 402, 81]
section-head: WOUNDED SLIGHTLY, REMAINING WITH UNIT.	[426, 1443, 549, 1458]
text-paragraph: xxxxxxxxx xxxxxxxx xxx xxxxxxxx xxxxxxx xxxx xxxxxxx xx xxx xxxxxx xx xxx xxxx xxxx xx xxxxx xxxx xxxxxx xxx xxxxxx xxxxxxxxx xx xxxxxxx xxxxxxxxx xxx xx xxxxxxx xxx xx xx xxxxx xxxxx xxxxxxxx xxxxxxx xxxx xxxx xxxxxxxx xxxxxxxxx xxxxx xxxxxxx xxxxxxx xxxxx xxx xxxx xxxx xxxx xx xxx xxx xxxx xxxx xx xxxxxxxx xx xxxxxxxxx xxxxxxx xxxx xxxxxxx xx xx xxxxxxx xxx xxxxxxxx xxxxxxxx xxxxxxxx xxx xx xxx xxxx x xxxxxx xxxxxxx.	[698, 194, 828, 272]
body-text	[699, 107, 828, 450]
text-paragraph: xxxxxxx xxx xx xxxxxxx xxx xxxx xx xxxxx xx xxxx xx xx xxxxxxxx xx xxx xxxxxxxxx xxxx xxxx xxxxxxxx xx xxx x x xxxxxx x x xxxxx x xxxx xxxxxxxx xx xxx xxxxxx xx xx xxxxx xxxxxxxxx xx xx xxxxxxxxx xxxx xxxxxxxxx xxx xxxxxxxxx xx xxx xxxx xxxx xxxxxx xxxx xxxxxxx xxxxxxxxx xxxx xxxx xxxx xxxxxxxxx xxxxxxxxx xxxx xxxx xx xx x xxxxxxx xxxx xxxxx xxxxxxx xxxxxxxxx xx xxxxxxxxx xx xxx xxxx x xxxx xx xxxx xxxx xxx xx xxxxx x.	[698, 1561, 828, 1639]
body-text	[423, 597, 552, 716]
text-paragraph: xxxxxxxxx x xxxxxx xxxxxxxxx xxxxxx x xxx xxxxx xx xxxxxxx xxxxxxxxx xxxxxxx xxx xxxxxx xx x xxxxx xxxxxxx xx xx xxxx x xxx xxxxxxxx xxxx xx xxx xxxxxx xxx xxxx xxx xx xxx xxxx xx xxxx xx xxx xxxxxxx xxx x xxx xxxxxxxxx xx x xxxxxxx xx xxxxxxxx xxxxxx xx xxxxx xxx xxx xxxxxxxx xxx xxxx xxxxxxx xxxx xxxxxxx xxxx xxxxx x x xxxx xx xxxxxxx xxx xxxxxx xxxxx xxx xxxx xxxxxxx x xx xxxxxxx xxx xxxxxx xxxxxx xx xxxx xxxxx xxxxxxxx.	[10, 703, 139, 788]
column-4	[419, 38, 557, 1663]
text-paragraph: xxx xxxxxxxxx xx xx xxxx xx xx xx xx xx x x xxxxxxxx xx xxxxx xxxxxxxx xxxxx xx x xxxxxxxxx xxxxxxxxx xxxxxx xxxxxxx xxx xxxxxxxxx xxxxxxxxx xx xxxxxxxx xxxxxxx xxxxx xxxx x xxxx xx xxxxxx xx xxxx xxxxxxxxx xx xxxx xxxxxxx xxx xx xxxxxxx xxxxxx xxxxxx xx xxxxxxx xxxxxxx xxx xx xxxx xxxx xxxxxxx xxxxxxxxx x xxx x xx xxx xxxx xxx xxxx xxxxxxxxx x xx xxxx xx xxxxxxxx xxxxx xxx xxxxxxx xxxx xxxxxxx xx xx xxxx xxxx xxxx xx.	[147, 190, 277, 275]
text-paragraph: xxxxxxx xxx xxx xxxxx x xxxx xxxxxxxx xx xxx xxxxx xxxxxxxx xxxxxxxx xx xx xxx xxxxxxxxx xxxxxx x xxxx xxxxx xxxxxxxxx xx xxx x xx xxxxxxxx xxxx x xxxxxx x xxxxxxxxx xxxxxxx xxx xx xxxxxxxxx xxxxxxxxx xxxxxx xxxxx xxxxxx xxxxxx xxxx xxx xxxxxxx xxxxxxxx x x x xx xxxxxxxx xx xxxxxx xxxxxxx xxx xxxx xxxxxxxxx xxx xx xxxxx xxx xxxxxxxx xx xxxxxx.	[698, 1460, 828, 1530]
advert-tag: —Advt.	[943, 1716, 962, 1723]
body-text	[423, 919, 552, 981]
headline: AN OVERDUE STEAMER	[863, 1324, 939, 1347]
divider	[53, 590, 95, 591]
headline: MOTOR ACCIDENT	[986, 1232, 1092, 1244]
text-paragraph: xxxxxxxx xxxx xxxxx xx xxx xxxxx xxxxxxx xx xxxxxxxx xxxx xxx x xxxxxx xxxxxxxx xxx xx xxx xx xxxxxxxx xxxx xxx xx xxxxx xx xxxxxxx xx xxxx xxxxx xx x xxxxxx xxxxxx xxxxxxx xxxxxx xxx xxx xxxxxxxx xxxx xxxx xxxx x xxxxxx xx xxxxxxx xxxxxxx xxxx xxxxxx x xxxx xxxxxxxxx xx x xxxxxxxx xxxxxxxxx xxxxxx x xxxxxxx xxxxxxx x x xxxxxxxx xxx xxx xxxx xxxxx xxxxx x xxx xxxxxxxx xxxx xxxxxxx xxxxxx xxxx xxxxxx xxx xxx xxx xxxxxxxx.	[10, 1046, 139, 1131]
text-paragraph: xxxxxxx xx xxx xx xx xxxxxx x xxxxxxxx xx xxxxx xx xx xxxx xxxx xxxxxxx xx xx xxx xxxxxxx xxx xxxx xxxx xxxxxxxx xxxxxxxxx x xxxxxxx xxxxxxxxx xx xxx xx xxxx xx xxxxxxx xxxxxxxxx xxx xxx xxxxxxx xx xxxxxxxx xxxxx xxxx xxx xxxxx xxx xx xxxxxx xxxxx xx xx xxxx xxxx xxxxxxx xxxx xxxxxxxx xxxx xxxxxxxxx xx xxxxxxxx xxxx xx xxxxxxx xxxxx xxxx xxxxx xxxxxxxx xxxxxx xxx xxxxx xx xxxxxx xxxxxx xxxxxxx xx xx xxxxxxx x xx xxxxx.	[974, 1254, 1104, 1331]
column-2	[144, 38, 282, 1663]
headline: A LATER LIST	[449, 565, 526, 577]
body-text	[699, 503, 828, 1530]
subheadline: PRIVATE WOODS v. JOE GARDINER	[151, 856, 273, 864]
advertisement	[837, 1516, 966, 1727]
divider	[742, 475, 784, 476]
text-paragraph: xxxx xxxxx xxxxxxx xxx xxxx xxx xxxxxxx xxx xx xxxxxx xx xxxxxxxxx xxxxxxxxx xxxx x xxxxxx x xxx xxxxxxxx xxxx xxx x xxxxxxxx xxxxxxxx xxxxxx xxxxxxxx xxxx xxx xx xxxxxx x xxxxxxx xx xxxx xxxxx xxxxxxx.	[561, 134, 690, 173]
text-paragraph: xxxx xxxxxx xxxxxxxx xxx x xxxxxxxx x xxxxx xxxx xxxxxx xxxx xxxxxxxxx xxxx xxxxxx xxxx xxxxxx xxxx xx xxxxxxx xxxxxxx xxxxx xxxxxxxx xxxxxx xx xxx xx xxxxx xxx xxx xxx xxxxxxxxx xx xxxxx xxx xxxx xxxxxxxx xxxxx xxxx xxx xx xx xx xxxx xx xxx x xxx xxx xxxxxxxx xx xxxx xxx xxxxxxxx xxxxxxxx xxxxx xxxxxxxx xxxxxxxx xxxxxxx xxxxx.	[285, 1253, 415, 1322]
body-text	[423, 994, 552, 1440]
text-paragraph: xxxxxx xxxx xxxxx xx xxx xxxxx xxxx xxxxxxxxx xxxxxx xxx xxxx xxxx xxxx xxxxx xxxxxxxxx xxxxxxxx xx xxxx xxxx xx xxx xxxxx xxxxxxxx xxxxx xxx xxxxx xx xxxxxxx xxxx xxx xxxxxxxxx xxxxxxx xxxxxxx xxxxxx xxxxx xx xxx xxx xxxx x x xxxxxxx xxxxxx xx xxxxxx xxxx xx xxxxxxx xxxxx xxxxxxxx xxxxxx xxxxxxxxx xx xxxx xxxxx xxxxx xxx xxxxxxxxx xx xxxx xxxxxxx xxxxxx xxx xxxxxxxx xxxxxxxxx xxxx xx xxxx xxx xx xxx xx x xxxx x x xxx.	[285, 858, 415, 943]
body-text	[837, 1368, 966, 1510]
text-paragraph: xxxxxxxx x xxxxxx xx xxxxxxxx xxxxxxxx xxxxx xxxxxxx xxxxx xxxx xxx xxxxxxxxx xxxx xx xx xxxxx xx xxx xx xx xxxxxxxxx xxxxxxxxx xxxxxxxxx xxx xxxx xxxxxxxxx xxxxxx xxx xxx xxxxxxxx xx xx xx xxxxx xxxx xxxxxx xxxxxx xx xxxxxxx xxxxxx xxxx x xxxxxx xxxxxx xxxx xxx xxx xxx xxxx xxxxx xxxxxx xxxxxxx xx xxxxxx xxxxxxxxx xxx xxx xxxxxxxx x xxxx xx xxxxxxxx xxxxxxx xxxxxx xx xxxx xxxx xxxxxxxxx xxxx xxxx x xxxx xxxxxxx x xxxxxxx.	[698, 590, 828, 675]
headline: EARLY CLOSING	[304, 52, 396, 63]
text-paragraph: xxxxxx xxxxxxx xx xx xxxxxxxx xxxxxxx xxxxxxx xx xxx x xxxxx xxxxxxxx xxx xxxx xxxxx xxxxxxx xx xxxxx x xxxx x xxxxxxxxx xxxxx xxxxxxxx xx xxxxx xxx xx x xxxxxxxx xxxxxxxx xxxxxxx xxx xxxxxxxxx xxxxxx xxx xxxx xx xxx xx xxx xxxx x xxxxxx xx xxxxxxx x xxxxxxxx x xxxxxxx xx xxxxxx x xxxx xxxxxxxxx xxxxxxxxx xx xx xxxxxxxx xxxxxxx xxxxxxxx xx xxxxx xxxxx xxxxx xxxxxx xxxxxxxx xxxxxxx xxxxxxxx xxxx xxxx xxxxxxx xxxxxxxx xxxxxxx.	[10, 1134, 139, 1219]
subheadline: RESPONDS TO THE CALL OF DUTY	[700, 85, 826, 92]
masthead	[6, 4, 1108, 36]
text-paragraph: xxx xxxxxxxx x xxxxxxxxx x xxxx xxxxxxxx xx xxxxxxxx xxxxxx xxxx xxxxxx xxxx xx xxx xxxxxx xxx xxxxx xxxxxx xxxxxxxx xxxx xxxxxxxx xxxxxxx xxxxxxx xxx xx xxxxxxx x xxxxx xxxxxxxxx xxx xxxx xxxxxxxxx xxxxxx x xxxxxx xx xxxxxxxx xxxxxxxxx xxxxxxx xx xxxxxxx xxxxx xxxxxx xxx xxxx xxxx xxxxxxx.	[10, 511, 139, 565]
headline: MAJOR "O.O."	[723, 460, 803, 472]
text-paragraph: x xxxx xxxxxx x xxxxxxx xxxxxxxxx xxxxxxx xx xxx xx xxxx xxxx xxx xxx xxxxxx xxx xxx xxxxxxx xxxxx xx x xxxxxxx xxx xxxxxx xxxxx xxx xxxx xxx xx x xxxxxxx x xxx xxx xxxxxxx xxxxxx xxxxxxx xxxx xxxx xxxxxxxx xxxxxxx xx xxxxxxxxx xxxxx xx xxx xxxxxxxxx xxx xxx xxxxxxx xxxx xxxx xxxx xxxxxxx xx xxx xxxxxxxxx.	[423, 244, 552, 306]
text-paragraph: xxxxxx x xxxx xxxx xxx xxx xx xxxxx x xxxxxxxx xx xxx xxxxx xxxxxxxx xxx x xxx xx xxxx xxxxxxxxx xxxxxxxx xxxxx xx xxxxxxxxx xxxx x xxxxx xxxx xxxxxxxx xxxxxx xx xxxxxxxx xxx xxxxxx xxxx xxx x xxxxxxxxx xx xxxx xx xxx xx xxxxx xxxxxxx xxxx xxxx xxxxxxx xxxxxxx xxxxxxxx xxxxxx xx xxxxxx xxxxx xx x xxx xxxx xxxxxxxxx xxxx xx xxx xxxxxxxx xx xxx xxxxxxxxx xxxxxxxxx xxxxxx xxxxxxx xxx xxxxx xxx xxx xxx xxx xx xx xxxx xxxxxxxx.	[10, 790, 139, 875]
headline: PALMERSTON HIGH SCHOOL	[156, 391, 268, 414]
text-paragraph: xxxx xxxxxx xxxx xx xxxx xxx xxxxxxx x xxxxxx xxx xxxxxxxxx xxxxx xxx xxxxxx x xx x xxxxxxxxx xxxx xxxx xxxx xxxxxx xxxx xxxxx xxxxxxxxx xxx xx xxxxxxxxx xxxxxxxxx xxxx xxxxx xxxxxxxx xxxxxxx xxxxx xxxxx xx xxxx xxx x xxxx xxxxxxxx xxx xxxxxx xx xx xxx x xxxxxxxxx xxxxxxxx xx xx xx xxx xx xx xxxxx xxx xxxxx xxxxxx xx xx xxxxxxxx xxxxxx xxxxxx xxxxxxx xxxx xxxxx xx x xxxxxxx xxxx xxxxxxx xxxx xxxxx xxxxxxxx xx xxxxxxxxx.	[698, 678, 828, 756]
text-paragraph: xxxxxxx xx xxx xx xxxxxx xxxxxxxxx xxxxxxxx xxxxxxx xxxxxx xxxx xxxxx xxxx xxxxxxxx xxxxxx xxxx xxxx xxxxxx xxxx xxx xx xxxx xxxxx x xxxxxx x xx xxxxxxxx xxx xxxx xxxx x xx xx xxx xxx xxxxxxxx xxxxxxx xx xxxxx xxxxxxxxx xxxx xxxxxxxx xx xxxxxxxxx xxxx x xx xx xx xxxxx xxxxxxxxx x xxxxxxxxx xxx xxxxxxxxx xxxxxx xx xxx x xxxx xxxxxxx xxxx xxxx xxxx xxxxxxxx xxxxxxxxx xxxxxxx xxxxxxxxx xx x xxx x xx xxxx xxx xxx xx xx x.	[974, 106, 1104, 183]
text-paragraph: xx xxxx xx xxxxxxx xxxxx xxxxxxxxx xxxxx xxxx xxxxx xx xxxxxxx xxxxxxxx xxxxxx xxxxxxxxx xxxxxx xxxxxx xxxxxxxx xxxxxxx xxxxxxxxx xxxx xxx.	[423, 465, 552, 496]
text-paragraph: xxxxxxxx xxxxxxxxx xxxx xxx xxxxxxxxx xxxxxx xxxxxxx x xxx xxxxxxxx xxxxxx xx xxxxx xx xxxxxxxxx xx xx xxxxxxx xxxxxx xxxxxxxx xxx xxxxxxxxx xx xxxxxxx xxx xxxxxxx xxxxx x xxxxx xxxxxxx x xx xx xxxxxxxx xxxx xxxxxxxxx x xxx xx xxxxx xx xxxxxxxxx xxxx xx xxxxxxxx xxxxxxxx xxxxxxxx xxxxxxxxx x xx xxx xxxx xxxxxxxx xx xx xxxx xxxxx xxxx xxx xxxxxx xxx x x xxx x xxxxxx xxxxx xxx xx xxxx xxx xxxx xxxx xxxxxx xx xxx xxxxx xxxxxxxx.	[836, 868, 966, 953]
section-head: DIED OF WOUNDS.	[455, 719, 520, 727]
text-paragraph: xxxx xx xxxx xxx xxxx xxxxx xxxxxx xx xxx xxxxxxxxx xxxx xxxxxx xxxxxxxx xxx xxxxxxx xxxxxxxxx xxxx xxxx xxxxxxxxx xx xxxx xxxx xx xxxxxxxxx xxxxxxxx xx xxxxxxxx xx xx xxxxxxxxx x xxxx xxxxxxxxx x xxxxxx xxxxx x xxxxxx xxxx xx xxxx xxxxxxxxx xx xxxxxxxx xxxxxxxxx xxx xxxxxxxx xxxxxxx xxxxxxxx x xxx xxx xx xxx xxxxxxx xxxx x xxxx xx x xxxxxxx xxxxxx xxxx xx xxxx xxx xxx xxx xx xxxx xx xx xx xxxxx xxxxxxx xxxx xx xxx xx.	[147, 955, 277, 1032]
text-paragraph: xxxxxxxx xxxx xxx xx x xx xx xxxxxx xxxxxxx xxx xxxxxxxxx xxx xx xxxx xx xxxxxxxx xxx xxxxxxxx xxx xxxxxxxx x xxxxxxxxx xxx xxxxxx xxxx xxxx xxxxx xxx xxx xxxx xxxx xxxxxxxxx xxxxxxxx xxxx xx xxxxxx xxxxxxxxx xx xxxxxxxxx xxxxxx xxxx xxxx xx xxxxxxx x xxxxxxx xxx x xx xxxx xxxx xx xxxxxxxxx xxxxxxxxx xxxx xxxx xxxxxxxxx xxxx xxx xxxxx xxxx xxx x xxxx xxx xx xxxxxxxxx xxxxx xxxxxxxx xxxx xxxxxx xxx xxx xxx x xx xxx xxxx.	[147, 442, 277, 527]
text-paragraph: xxx xxx xxxxx xxx xxxxxxxx xx xxxx xx xxxxxxx x xxxxxx xx xxxxxxxxx xx xxx xxxxx xxx xx xxxxx xxxxxx xxxx xx xxxxxxxx x xxxxx xxxxxxx xxxxxx xxxxxxx xxxx x xx xxxxxx xx xxxxxx xx x xxxxx xxx xxxxxxxxx xxxxxxxx xxxxxx xxx xxxxxxxx x xxx xxxxxxxx xxxxxxx xxx xxxxxxx xxx xxxxx xx xxxxx xxxx xxx xxxx xxxx xx xxxx xxxxxxxx xxxxxxxxx xxx xxx xxxxxxxxx xxx xx xxxxx xxxxxx xxx xxxxx xxx xxxxxx xx xxxxx xxxxx xxxxxx xxx xxxx xxxx.	[423, 1161, 552, 1238]
text-paragraph: xxxxxxxx xx xx xxxxxx xxxxxx xxxxxxx x xxxxxxxx xxxxxxxx x xx xxxx xxxx xxxxxxxx xxxxxxxxx xxxxxx xxxx xxxxxxx xxxxxxxx xxxxxxx xx xxxx xxxxxxx xx x xxxxxxxx xxx xxx xxxx xx xxxx xxxx xxxxxxx xxxxxxxx xxxxx xxx xx xxxxxxxxx xxxxxx xxxxxxx xxxxxxxxx xxxxxxxx xxxxx xxxxxxxx xxxxxxxxx xxxxxx xxxx xxxx xxxxxxxx xxxxxxx xxx xx xxxxxxxx xx xxxxxx xxx xxx xxxxx xx xxx xxxxxxx xxxxxx xxx xx xxxxxxxx xxxx xxx xxx xxxxxxx xx xxxxxxxxx.	[561, 1663, 690, 1748]
body-text	[423, 1460, 552, 1491]
text-paragraph: xxxxxxxx xxx xxxxxxx xxx.	[15, 1221, 89, 1229]
advert-heading: BINGO EUCALYPTUS IS PURE	[841, 1519, 960, 1529]
text-paragraph: xxxxxx xxxxxxxx xxx xxxxxx xxxx xxx xxxx xxxxx xxxxxxx xxx x xx x xxxx xxxx xxxxxxxxx xxx xxxxxxx x xxxxxxxx xxxxxxx xxxxxxxxx xxxxxxxx xxxxx xxx xxx xxxx xx xxxx xxxxxx x xxxxxxx xx xxxx xxxxxx xxxxxx xxxx xx xxxx xxxxxxx xxx xx xxxxxxxxx xx xx x xxxxxx xxx xxx xxx xxxx xxxxxxxxx xxxxxxx xxx xxxxxxxxx xxxx xxxxxx xx x xxxxx xxx xxxx xxxxxxxxx xxx xxxxxx xxx xx xx xxx xxxxx xxxxxxxxx xxx xxxx xxxxx x xxxxx xx xxxxxx xxxxxx.	[840, 1618, 962, 1703]
section-head: DIED OF WOUNDS.	[455, 235, 520, 243]
text-paragraph: xxxxxxxxx xx xxx xx xxxx xxxxxxxxx xxxxxx xxxxxxxx xxx xx x xxxx xxxxxx xxx xxxx xxxxxxxx xxxx xxxxxxx xx xxxxxx xxx xx xxxxxxxxx xxx xxxxx xxxx xxxxx xx xxxxx xxxxx xxxx xxxxx xxxxxxxx xxx xx xxxx xxxx x xxx x xxxxx xxx xx xxxxxxx xxxx xxx.	[423, 509, 552, 555]
body-text	[423, 245, 552, 307]
text-paragraph: xxx x x xxxx xxx xxxxxxx x xxxxxxxx xx xxxx xxxx xxx x xxxxxxx xxxxxxx x xxxx xx xxxx xxxxxxxxx xxxxxxxx xxxxxxxxx xxxxxxx xxxxxxxx x xxxxx xxxxx xx x x xxxx xx xxx xxxx xx xxxxxxxxx xxx.	[974, 529, 1104, 568]
text-paragraph: xx xxxxxx xxxxxxx xxx xxxxxxxx xx xxxxxx xxxxxx xxxxx xx xxxx xxxx xxxxxxxx xxxxxxxx xxxxx x xxxxxxx xxx xxxxxx xxx x xxxxx xxxxxxxx xxxx xxx xxxxx xxxxxxxx xxxx xxx xxxxxxxxx xx xxxxxxx xxxxxxx xxxxxxxxx xxxxxxxxx x xxxx xxxx xxxxxxxxx x xx xx x xx xxxxx xxxx xx xx xxxx xxxxx xxxxxxxx xxxx xxx xx xxxxx xxxxx xxxx x xxxxxx xxxx xxxxxxx xxx.	[285, 776, 415, 845]
page-number: 6	[6, 13, 15, 33]
subheadline: PROGRESS REPORT.	[590, 123, 660, 131]
text-paragraph: xx xxx xxxxxxxxx xx xxxxxxx xx xxxx xxxxxxx xxxxxx xxxxxx xx xxxxxx xx xxx xxxxxxx xx xxxxxxx x xxxx xxx xxxx xxxx xx xxx xxxxxxxxx x xxxx xxxxxxxx xxxxx xxxxxxxxx.	[423, 96, 552, 134]
summary-value: 3	[537, 137, 541, 145]
text-paragraph: xxxx xx xxxxxxxxx xxxxx xxxx xx xxx xxxxxxxxx xxxx xxxxx xxxxxxx xxxxx xxxxxx xx x xxxxx xxxx xxxxx xxxxxxxxx xxxxxxx x xxx xxx xx xxx xxxxxxx xxxxxx xxxx x xxxxxxxx xxx x xxxxxxxx xxxx xxxxxxxxx xxxxxxx xxxx xxxxxxx xxxxxxx xx xx xxx xxx xx xx xxxxxx xxx x xxx xxx xxxxx xxxxxx xxxxx xxxx xxxxx xx xx xxxx xxx xxxxx xxxx xxxxx xx xx xxxxxx xx xxxx xx xxx xxxxxx xx xxxxxx xxx xxxxxxxx xxxxxxxxx xxxx xxx x xxx xx xxxxxx.	[285, 688, 415, 773]
masthead-title: THE DOMINION, TUESDAY, JULY 24, 1917.	[292, 9, 822, 33]
text-paragraph: xxxxxxxxx xxxxxxxxx xx x xxxxx xxxx xxxxx xxxxxxxx xxxxxxxxx xxxxxx xx.	[561, 1751, 690, 1767]
text-paragraph: xxxxxxx x xxxxx xxxxxxxx xxx xxxxx xxxxxxx xxxxx xx xxxxx xx xxxx xxx xxxxxxxx x xxxxxx xxx xx xxxx xxxxxxxxx xxxx xxx xx xxxxxxx xxxxx x xxxx xxxxx xxxxxxxx xxxxxxxxx xxxxxxx xxxx.	[147, 1254, 277, 1293]
text-paragraph: xxxx xxx xxx xxxxxxx xxxx xxxxxx xx xx xx xxxxxx xxxxxxxxx xxxx xxxxxxxxx x xx xx xx xxx xxxxxxx xx xx xx xx xxxxxxxx xxxxx xxxxx xxxxxxxxx xxxx xxxxxxxx xxxxxxx xxxxx xxx xxxxxxxxx xxxxxx xxxxxx xxxxxx xxxx xxxxxxxx xxxxxxxxx xxxxx xx xxxx x xxxxxx xxxxxx xxxxxxx xxxxxxx xxx xx xxxxxxxx xxxxxx xxxx x xxxxxx xxxx xxxxxxxx xxxxxx xx xxxx xxxx x xx xxxx xxx x xxxxxxx xxxxxx xxxx xxxx xxxxx xxxxxxxx xxxxxx xxxxx xxxxxxxx.	[698, 1641, 828, 1726]
divider	[604, 1792, 646, 1793]
section-head: CORRECTION.	[462, 909, 513, 917]
text-paragraph: xx xxxxxx xxx xxxxxx xxx xxx xxxx xxxxx xx xxxx xxxx xx x xxx xxxxxx xxx xx xxxxx xxxx xxx x xxxxxxxx xxx x xxxxxxxxx xxxxxxxx xxx xxxxxxx xxx xxxx xxxxx xxxxxxxxx xxxx x xx xx xx xxxxxxxxx xxxx xxxx xxxxxxx xxxxxxxxx xxx x xx xxxxxxx xxxxxx xxxxxxxx xx xxxx xxxxx x xxx xxxxxx xxxx xxx xxx xxxxxxxx xxxx x xxxx xx xxxxxxxxx xxxxxxx xxx xxxxxxx xxxxxx xxx xxxx xxxxx x x xxx xxxx xxx xx xxxxxx xxxxx xxx xxxxxxx xxxxxx xxxx.	[974, 449, 1104, 526]
summary-total-value: 56	[522, 173, 543, 181]
text-paragraph: xx xxxxxxx xxxxxx xx xxxx xxxx xxxx xxxxxxxxx xxxxxx xxxxxx xx x xxxx xxx x xxxx xxxxx xxxxxxx xxx xxxxxx xx xx xxxxxxxx xxxx xxxx xxxxx xx x xxxxx xxxxxxxx xxx x xxx xxx xx xxx xxxx xxx xxxxx xxxx xx xxxx xxxx xxxxxxx xxx xxxx xxxx x xxxxx xxxxxxxxx xx xxxxxxxxx xxxxx xx xx xxxx x xx xxxx x xxxxxxxx xx xxxxx x xxx xxxxxx xx xxxxxxxxx xxxxxxxx xxxx xxxxxx x xxxx xxxxxxxx xxxxxxxxx xxxx xxxxx xxx xxxxxx x x xx xxx xxxx.	[561, 825, 690, 910]
text-paragraph: xxxxxx xxx xxx xxxxxxx xxx xxx xxxx xxxxx xxxx xxx xxx xx xxx xx xx xxxxx xxxx xx xx xx x x xxxx xxx xxx xxxxxxxx xxxx xxx xxxx xx xxxx xxx xxxxxxx xxxxxxx xxx xxxxxx xxxxx xxxxx xxxxxxx xxxx xxx xxxxxxxx xxx x xxxxx xxxxxx xxxxxxx xxxx xxxxxxxxx xx xxxxxxx xxxx xxxxxxxxx xxx xxxx xxxxxx xxxxxx xxx x xx xxxxxx xx xxx xx xxxxx xx xxxxx xxxxxxxxx xxxx xxx xxxx xxxxxx xxx xxxxxxx xxxxx xxx xxxxxxxxx xxxxxxx xx xx xx x x.	[836, 189, 966, 267]
headline: MINOR TACTICS	[855, 52, 947, 63]
text-paragraph: x xxxxxxx xxxxxxxxx xxx xx xxxxxx xxxxx xxxxx xxxx xx xxxxxxx xx x xxxxxxx xxxx xxxxx xxx xxxx xx xxxxxxx x xxxx xxxx xxxxx xxxx xxxx xxxxxxxx xxx x x x xxxxxx x x xxxxxxx xxxxxxx xxx xx xxx xxx xx xxxxxxxx xx xx xxx xxxx xxxxxxxxx xxxx xxx xxxxx xxxxxxx xxxxx xxx xxx xxx xxxxxxxx xxxxxxxx xxxxx xxxxxxxxx x xxxx xxxxxxxx x xx xxxxxxxxx x xx xxxxxx xx xxxxxxx xxxx xx xxx xxx xxxx.	[561, 735, 690, 812]
text-paragraph: xxxxxxxx xxxxxxxx xxxx xxxxxxx xx x xxx xxxxxxx xxxxx xxxxxx xxxxx xxx xxxxxxxx xxxxxx xxxxxxxxx xxxxx xxxxxx xxxxxxxxx xxx xx xxxxxx xxx xxxxx xxxxxxxxx xxxx xxxxxx xxxxx xx xxxxxxxxx xxx xxx xxxxxxxx xx x xxxxxxxxx xxx xxxx xxxx xxxxx xxx xxx xxxx xxxxxxxx xxxxxxx xxxxx xx xxxxxxxxx xxxx xxxxxxxxx xxxx xxxx xxxxx xxxxxxx xx xxxxxx xxxxx xx xxx xxxx xxxxxxxxx xx xxxx xxxxxxx xxxxxx x xxx xxx xxxx xxxxxxx xxx xxxxxx x.	[10, 958, 139, 1043]
signature: F. W. FATERS.	[1062, 570, 1100, 578]
subheadline: SEPARATE INSTITUTION FOR GIRLS DEMANDED	[149, 424, 275, 439]
text-paragraph: xxx xx xxxxx xx xx xxxxxxxxx xxxxxx xxxxxx xxxxxxxxx xxxx x xxx xxx xxxxxxxxx x xxxxxxxx xxxx xxxxxxx x xxxxxxxx x xx xxxxxxxx xxxxxxxxx xxxxxxxxx xxxxxxx xx xxxx xxxxxxxx xxxxxxxx xxxxxxxx xxxx xx xx xxx xxxxxx xx xxxx.	[423, 185, 552, 232]
text-paragraph: xxxx xxxx xxx xxx xxxx xxx xxx xxxx xx xx x xxxxxxxxx xxx xxx xx xxx xx xx xxxx xxxxxxx xx x xxx.	[561, 273, 690, 297]
subheadline: A BREEZY CONFESSION	[721, 96, 805, 103]
text-paragraph: xxxxxxx x xxxxxxx xxxx xxxx xxxxx xxx xxxxx x xxxxxxxx xxxxxxxx xxxxxxxx xxx xx xxxxxxx xxxxx xxxxxxxxx xxx x x xx xxx xx xx xxx xxx xxxxxx xx xx xxx xxxxxxxxx xxxxxx xxxxxxx xxxx xxx xxxxxx xxxxxxxxx xxx x xxxxxx xxxxxxxx xxx xxx xx xxxxxxxx xxx xxxxxxx xxxx xxx xxxx xxxx xxxxxx xxxxxx xxx xxxx xx xxxxxxxx.	[285, 278, 415, 340]
section-head: REJOINED UNIT.	[458, 500, 517, 508]
column-1	[6, 38, 144, 1663]
body-text	[974, 1254, 1104, 1396]
advert-line: SCOTT MOTOR AGENCY,	[994, 1534, 1084, 1542]
section-head: A Charge Contradicted.	[312, 849, 387, 857]
text-paragraph: xxxxx xx xx xx xxx xxxx xxx xxxxxxx xxxxx xxxxxxxxx xxxxxxx xxxx xx xxxx xxxxxx xxxxxx xxxx xxxxx xxxxxxxx xxxxxx xxxxxx xx xxxxxxx x xxxx xx xxx xx xxxx xxxxxxxx xxx xxx xxxxxx xxxxx xx x x xxxxx xxxxx xxxx xxxx xx xxxxx xxxxx xxxxxxxx xx xx xxx x xxxxxx xxxx xx xxxx xxxxx xx xx xxxxxxxx xx xxxxxx xxx xx xx xx xxxxxxx xxxxxxxxx xxxxxxxxx x xxxxxxx x xxxxx xxxxx xxx xxxxxxx xxx xxxxx xxxx x xxxxxxx xxxxxx xxx xxxxxxx.	[974, 750, 1104, 827]
advertisement	[974, 1402, 1104, 1566]
text-paragraph: xxxxxxxxx xxxx xxxx xxxxxxxx xx x xxxx xxxx x xxxxxxxx xxxx xxxx xxx xxxxxxx xxxx xx xxxx xxxx xx xx xxxxxxxxx xx xx xxxx xxxx xxxxxxx xxxxx xxxxxxxxx xxxx xxxxxxx xxxxxxxx xxx xxxxxxxxx xxxxx xx xxxxxx xxxxxxx xxxx xxxxx xxxxxx xxx xxxx xxxx xxx xx xxxx xxxx xxxxxxx xxxxxxxxx xxxx xxx xxxxxxxxx xxxx xxxxxx xxxxx xxx xx xxxxxxxxx xxx xxxx x xxx xx x x xxxxxxx xxxx xxxxx xxxxxxxx xxxxxxxxx xxxxx xxx xxxxxxxxx xx xxxxxx.	[974, 186, 1104, 271]
text-paragraph: xxxxxx xxxxxxxxx xx xxxx xxx xx xx xx xxxx xxxxxx xxx xxxxxxxx xxxx xxx x xxx xxxxxxxx xx xx xx xxxxxxxxx xxx xxx xxxx xx xxx xxxx xx xxxx xx x x xxxx xxxxxxx xxxxxxxxx xxx xx xxxx xx xx xx xx xxxxxxxxx xxxxxxxxx xxxxxxx xxxxx xxxxxxx xxxx xxxxxx xxxx xxxx xx xxxx x xx xxxx xxxx xxxxx xxxxxxxx xxxx xxxxxxx xxx xxx xxxxxxxxx xxxxx xxxxx xxxx xxxx xxxx xxxxxxxx x xx xxx xxxxx xxxx xx xxx xxxxxxx xxx xxxxxxxx xxxx xxxx xxxxx.	[285, 608, 415, 685]
text-paragraph: xxxxxxx xxx xxxx xxx xxxxx xx xx xx xx xx xxxxxxxx xxxx xxxxx xxxxx xxx xxxx xxx xxx xx xxxxx x xxxxxxx xxxxxx xxxxxxx xxxxx x xxxxxxxx xxxx xxx xxxx xxxxxxxxx xxxx xxxx xxxxx xxxxxx xxx xxxxxxxx xxxxx xxxxxxx xxxx xxxxxxx xx xx xxxxxx xxxx xx x xxxx xxx xxxx xxx xx xxx xxxxxxx xxx xxxxxxx xxxxxx xxxxxxxx x xxxx xxx xxxxxxxx xxxxxxx xxxx xxxx xx xxx xx xxx xxx xxxx xxxx xxxxx xxxx xxxxx xxxxxxx xxx xxxxxx xxxx xxxx xxxxxx.	[836, 788, 966, 865]
body-text	[974, 106, 1104, 568]
text-paragraph: xxxx xxxxxxx xx xxxxxxxx xxxxxx xxxxxxxxx xx xxxxx xx xxxx x x xx xxxxx xxx xxxxxxxx xxxx xxxxxxxx x x xxxxxx xxxx x xxxxxxxxx xxxxxxxx xxxxxxxx xxxxxxxxx xxx x xxxxx xxxx xxx xxx xxx xx xx xx xxx xxxxx xxxx xxxx xxxxx xxxx xxxxxxxxx xx xxx xxxxx xxxxxxx xxxxx xx xx x xx xxxx xxxxxxx xxxxxx xxxxxxxx xx xxxx xx xxxxxxxx xxxxxxxx xxxx xx xxxxxxx xx xxxxxxxx xxxxxx xxxxx xxxx xxxxxxx xxxxx x xxxxxx xxxxx xxx xxxx xxxxxx.	[285, 103, 415, 188]
subheadline: VIEWS OF CORRESPONDENTS	[984, 85, 1094, 92]
text-paragraph: xxxxx xx xxx xxxxxxxx xxxxxxxxx xx xxxxxxxx xxxxx xx xxx.	[978, 1513, 1100, 1529]
text-paragraph: xxxxx xxxx x xxxxx xxxxxx xxxxxxxxx xxxx xxxx xxxxx xxxxx xxxxxxxxx xxxxx xxxxxxx xx xxxx xxxxx xx xxx x xxx xx xxx xxxxxxxx xxxxxx xxx xxxxx xxxx xxx xxxxx xxxx xxxxxxx xxx xxxx xxx xxxx xxxx x xxx xx xxxxxxxx xxxx xxxx xxxx xxxx xxx xx xxxx xxxxxxxxx xxxxxxx xxxxxxxxx xxxxxxxx xx xxxxxxxx x xxxxx xxxx xxxxx xx xxxx xxxxxxx xxxxxxxxx xxxx xxxxxxx xxxx xxx xxxxxxxx xxxx xxxxxx xx xxxxxxxx xxx xxxxxxx xxxxxxx xxxxxxxxx.	[423, 993, 552, 1078]
text-paragraph: xxxx xxx xxxxxx x xxxxxxx xxx xxx xxx xxxxxxx xxx xxx xxxx xxxxxxx xxx x xxx xxxxxxxx xxxx xxxxx xxxxxxxx xxxxxxxx xxx xx xxxxx xx xxxxxxxx xxxxxxxx xxxxxxx xxx xxxxxxxx xxxxxxx xx xxxxxx xx xx xxxx xxxx xx xxxxxxxx xx xxxx xxxxxxxx x xxxx xxxxxxxxx xxx xxxxxxxxx xx xxxx xxxxxxxx xx xxxxxxxx xxx.	[561, 397, 690, 459]
column-5	[557, 38, 695, 1945]
column-6	[695, 38, 833, 1779]
summary-label: Killed in action	[434, 137, 476, 145]
summary-value: 1	[537, 151, 541, 159]
section-head: SERIOUSLY ILL.	[597, 463, 654, 471]
text-paragraph: xxxxxxxx xxxxxxx xxxxxx xxxxxxxxx xxxxxxxxx xxx xxxxxxx.	[836, 1299, 966, 1315]
headline: ROLL OF HONOUR	[436, 52, 539, 63]
text-paragraph: xxx xxxxxxxxx xxxxxxxxx xxxxxxxx xxxxxxx xxxx xxxxxxxxx xxx xx xxxxxx xxx xxxxxx xxxxxxx xxxxxxxxx xx xxxxxxx x xxxxx xx xxxxxxxxx xxxxxx x xx xxxx xxxxxxxxx xxxx xx xx xxxxxxxxx xxxxxx xx xxxxxxx xxxx xx xxxx xxx xxxxx x xxxx xxxxxx xxxxxxxx xxxxxxxxx x xx xxx xx xxx xxx x xxx xxxxxxx xxxxxxxxx x xxxxxxx xxxx xxxxx xx xxxx xxx xxxxx xxxxx xxxx xxxxx xxxxxx xxx x xxxxxxxx xxxxxxx xxxxxxx xx xx xxxxxxxx xxxxxx xx xx xxx.	[974, 670, 1104, 747]
text-paragraph: xxx xxxxx xxx xxx xxxxxxx xxxxxx xxxxxx x xxxxxx xxxxxx xxxxxxxxx xxxx xxx xx xxxx xxx xx xxxxxxx xxxxx xxxxxxxx xx xxx xxxxxxxxx xxxxxxxxx xx xxxx xxxxxxxxx xxxx xx x xxxxxxxx x x xxx xxxxxxx xxxxxxx xxx xxxxxxxxx xxxxxxxx xxxxxxxxx xx xxxxxxx xxxxx xxxx xxx xxx xx xxx xxxxxxxxx xxxxxxxx xxxxxx xxx x xx xxxxxxx xxxxxxxx xxxxxxxx xxx xxxx xxx xxxxxxxxx xxxx xx xxxxx xxx xx xxxx xxxxx xx xx xxxxxxxxx xxxxxxxx xxxxxxxx.	[285, 440, 415, 525]
text-paragraph: xx xxxx xxx xx xxxxxx xxx xxxx xxxxxxxxx x xx xxxxxxx xxxxxxx xxxx xxx xxxxxxxxx xxxx xx xxxxxx xx xxxxxxx x xxx xxxxxxxx xx xxx xxx x xxxxx xxxxxxxx xxxx xxxxxx xx xx xxxx xxxxxxxxx xxxxxxxxx xxxxxxxxx xxx xx xxx xxxx xx xxxxxxxx xx xxxxx xxx xxx xxxx xxxxx xxxxxxxx xx xxxxx xxxxxxxx xxxxxxx xx xx xxxx xxxx xxxx xx x xxxxxxxx xxx xxxxxxxx xxxxx xxx xx xxxx xxx xxxx xxxxxxx xxxxxx xxxx xxxxxxxxx xx xxxxxxx xxxxxxxx xxx.	[10, 878, 139, 956]
text-paragraph: xxxxxxxxx xx xxxxxxxxx xxxx xx xx xx xxxxxxxx xxxx xxx xx xxxxx xx xxx xxxxxx xx xxx xxxxx xxxxxx xxxxxxxxx x xxxx xxxxxxx x xx xxxx xx xxx xxxxxxxxx xxxxxxxx xxxx xxxx xxxxx xxxxxx xxxx xxx xxxxxxxx xxxxxxxx xxx xxxxxxxx xx xxx xxx xxxx xxxxxxxx xxxxxxx xx xxxxxxxxx xxxxxxx xxx xxxxxx xxx xxx xx xx xxxxxxx xxxx xxxxxx xxxxxxxx xx xxx xxxxxxxx xxxx xxxxxxxx xxxx xxxx xxxxxxx xxx xx x xxxxx xxxxxxxx xx x xxx xxxxxxxxx.	[840, 1530, 962, 1615]
text-paragraph: xxxxxxxxx xxxxxxx xxxx xxxxxxx xxxxx xx xxx xxxx xxx xxxxx xxxxxx xxxxxxxx xxxx xxxxxxxx x xx xxxxxxxx xxx xxxx xxxxxxx xx xxxxxxx xxxx xxxxxxxxx xx xxxx xxxxxx xxxx xxxxxxxxx xxxxxxxx xxx xx xxxxxxxxx x xxxx xxxxxxxx xxxx xxxx xxxx xx xxx xx xxxxx xx xxxxxxx xx xx xxxxxxxx xx xxx xxxx xxxxxxxx xxxxxxx xxxx xxxxxxxxx xx xxx xxxxxxxx xxx xx xxxx xxx x xxxxxxxx xxxx xx x xxxxxxxxx xxxxxxxxx x xxx xx xxxxx xxxx xx xxxx xxx.	[423, 1081, 552, 1158]
summary-row	[432, 166, 543, 174]
divider	[742, 1555, 784, 1556]
text-paragraph: xxxxx x xxxx xxxxx xxxxxx xxxxxxx xxx xxxxxxx xxxxx xxxx xx xx xxxxxx xxxx xxxx xxxxxxx xxx x xxxxxxx xxx xxxxx xxxxxxx x xxxxx xxxxxx xxx.	[423, 684, 552, 715]
text-paragraph: xx xxxx xxxxxxx xxxxxxxxx xxxxxx xxxxx xxx xxxxxxxxx xxxx xxx xxxxx xxxxxxxxx xxxx xxxxxxxxx xxx xx xxxx xxxx xxx xxxx xx xxxx xxxx xx xxx xxxxxxx xxxxxxxx xx xxxxxxxx xxxxxxx xxx xxxxxxxxx xxxxxxx xx xxxxxxxxx xxx xxxx xxx xxxx x xxx xxx xxx xx xx xx x xxxxxx xxxxx x xxxxxxxx xxxxxxxxx xxxxx xx xx xxxxxxxxx xxxxxx xxxxxx xxxxx xxxxxxx xxxx xxxxx xxxx xx xx xxx xx xxx xxx xx xx xxx xxxx xxxx xxxxxxxxx xxxxxxxx x xxx xxxxx.	[836, 102, 966, 187]
dateline: By Telegraph—Press Association.	[858, 1357, 943, 1365]
text-paragraph: xxxx xx x xxxxxx xx xxxxxxxx xx xxxxxx xxx xxxx x xxxxxx xxxx xxxx xxxxxxxx xxxxx xxx xx xxxxxxxxx xxxx xxx xxxxxxxx xx xx xxxx xxxxx xx.	[974, 1181, 1104, 1212]
body-text	[974, 583, 1104, 1213]
text-paragraph: xxxxxxxxx xxx xxxxx xxxxxxxxx xxx xxxx xxxxxxxxx xxxxxxxxx xxxx xx xxxx xx xxxxxxxx xxxx xxx xxxxxxx xx xx xx xxxxxxxxx xxxxx xxxx xx xxxxxxx x xxxxx xxx xxxx xxxx xxxxx xx xx xxxx xxxxx xxxx xxxxxx xxxx xxxxx xxxxx x xxxxx xxx xxxxxxx xx xxx xxxxx xxxx xxxxxxxxx xxx xxxxxxxxx xxxxxx xxxxx xx xxxxxxxxx xxxx xxxx xxxxxxx xxxxxx xxxxxx xx xxxxxxxx xxxxxx xxxxxx xxxx x xxxx xxx xxxxxxx xxxxxxxx xxx x xxx x xxxx xxxx xxxx.	[974, 1006, 1104, 1091]
headline: TRAGEDY AT GISBORNE	[589, 1619, 662, 1642]
subheadline: THE BLUFFING OF PRIVATE M'GINTY	[850, 74, 952, 88]
body-text	[10, 96, 139, 565]
text-paragraph: xxx xxxxxxx xxxxxxxx xxxxxxxx xxxxxxx xxxxx xx xx xx xxxxxx xxx xxxx xxx xx xxxxxxx xxxx xxxxxxxx xxxxx xxxxxxxxx xxxxx x xx xxx xxxxxxxx xxxxxxx xxx xxx xxx xxx xx xxx xxxxxxx xxxx xx xxxxx xxx xxxxxxx x xxxxxxxx xxxxxxx xxxx xxxxxxxxx xxxxxxx xxxxx x xxx xxxx xxxx xxxxxxxx xxx xxxxxx xxxxxxxxx xxxx xxxx xx xxxxxxxxx xxxxx xxxxxxx xxx xxxxxxxx xx xxxxx x xxxxxxxx xxxxxxx xx xxxxxxx xxx x xxxxxxx xx xxxxxx xxxxx x xxxx.	[147, 1166, 277, 1251]
text-paragraph: xx x xxxx x xxxx xxxxxxx xxxxxx xx xxxxx x x xxxxx xxxxxx xxxxxxxx xxxxxx xxxxx xx xxxxxxxx x xxxxx xxxxx xxxx xxxx xxx xx xxxx xxxxx xxxxxxxxx xxxxxxxxx xxxxxx xx xx xx xxxxx xx xxx xxxxxx xxxxxxx xxxxxxxx xxxx x xxxxx xxxxx xx xxx xxxxxxxxx xxxxxxxxx xx xxxxx xxxxxxx xxx xxxxx xxxxxxxxx xxx xxxxxxxx xxxxxxxx x xxxxxxxxx xxxxxx xxx xxxxxxxxx x xx x xxxxxxxxx xxxxx xxxxxxxxx xxxxxxx x xxx xx xx xx xxxxxxxxx xxxxxxxx x.	[698, 354, 828, 432]
text-paragraph: xxx xxxx xxx xx xxxxxxxx xx xxxxxxxxx xxx xxxxxx xxxxxxxx xxxxx xxxxxx xx xxxxxx xxxxxxxxx xxxx xx xxxxx xxxx xxxxxxxx xxxxxx xxxxx xxxx xx xxxxxxx xxxxxxx xxxxxxxx xxxxxxxxx xxxx x xx xxx xxx xxxxxxxxx x xxx xxxxxxxx xx xxxxxxx xxxxxxxxx xxxxxxx xx xxxxxx xxxx xxxxxxxx xxxx xxxx xx xxxxxx xxxxxxxxx xxxxxxxx xxx xxxx xxxxxxxx xx xxxx x xxx xxxxxx xxxx xxx xxxxxx xxxxxxxx x xx xxxx xxxx xxx xxxxxxxxx xxxx xxxxxxxxx xx.	[285, 353, 415, 438]
text-paragraph: xxxxxxxx xxx xxxxxxx xxx xxx xxxxxxxxx xxxxxx xxxxxxxxx xxx xxxxxx xxx xxxxxx xxx xxx xxxxxxxxx xxxx xxxxxx xxxxxxxx xx x x xxxxx xx xxxxx xxxxxxx xxxxxxx xx xx xx xxx x xxx xx xxx xx xxxx xx xxxx xxxxxxxxx xxx x xxxx xxxx xxxxxx xxxxxxxx xxxxx x xxxx xx xx xxxxxxxxx xxxxxxx x xxxx xx xxxx xxxx xxxxxxx xxxxxx xxx xx xxxxx xxxx xxxxxxxxx xxx xx xxx xxxxx xx xxx xxx xxxxxxxx xxxxxxxx xxxx xxxx xxxxxxxx xxxxxxxx xxxxxxx.	[561, 1277, 690, 1362]
column-8	[970, 38, 1108, 1663]
advert-tag: —Advt.	[1082, 1556, 1100, 1563]
